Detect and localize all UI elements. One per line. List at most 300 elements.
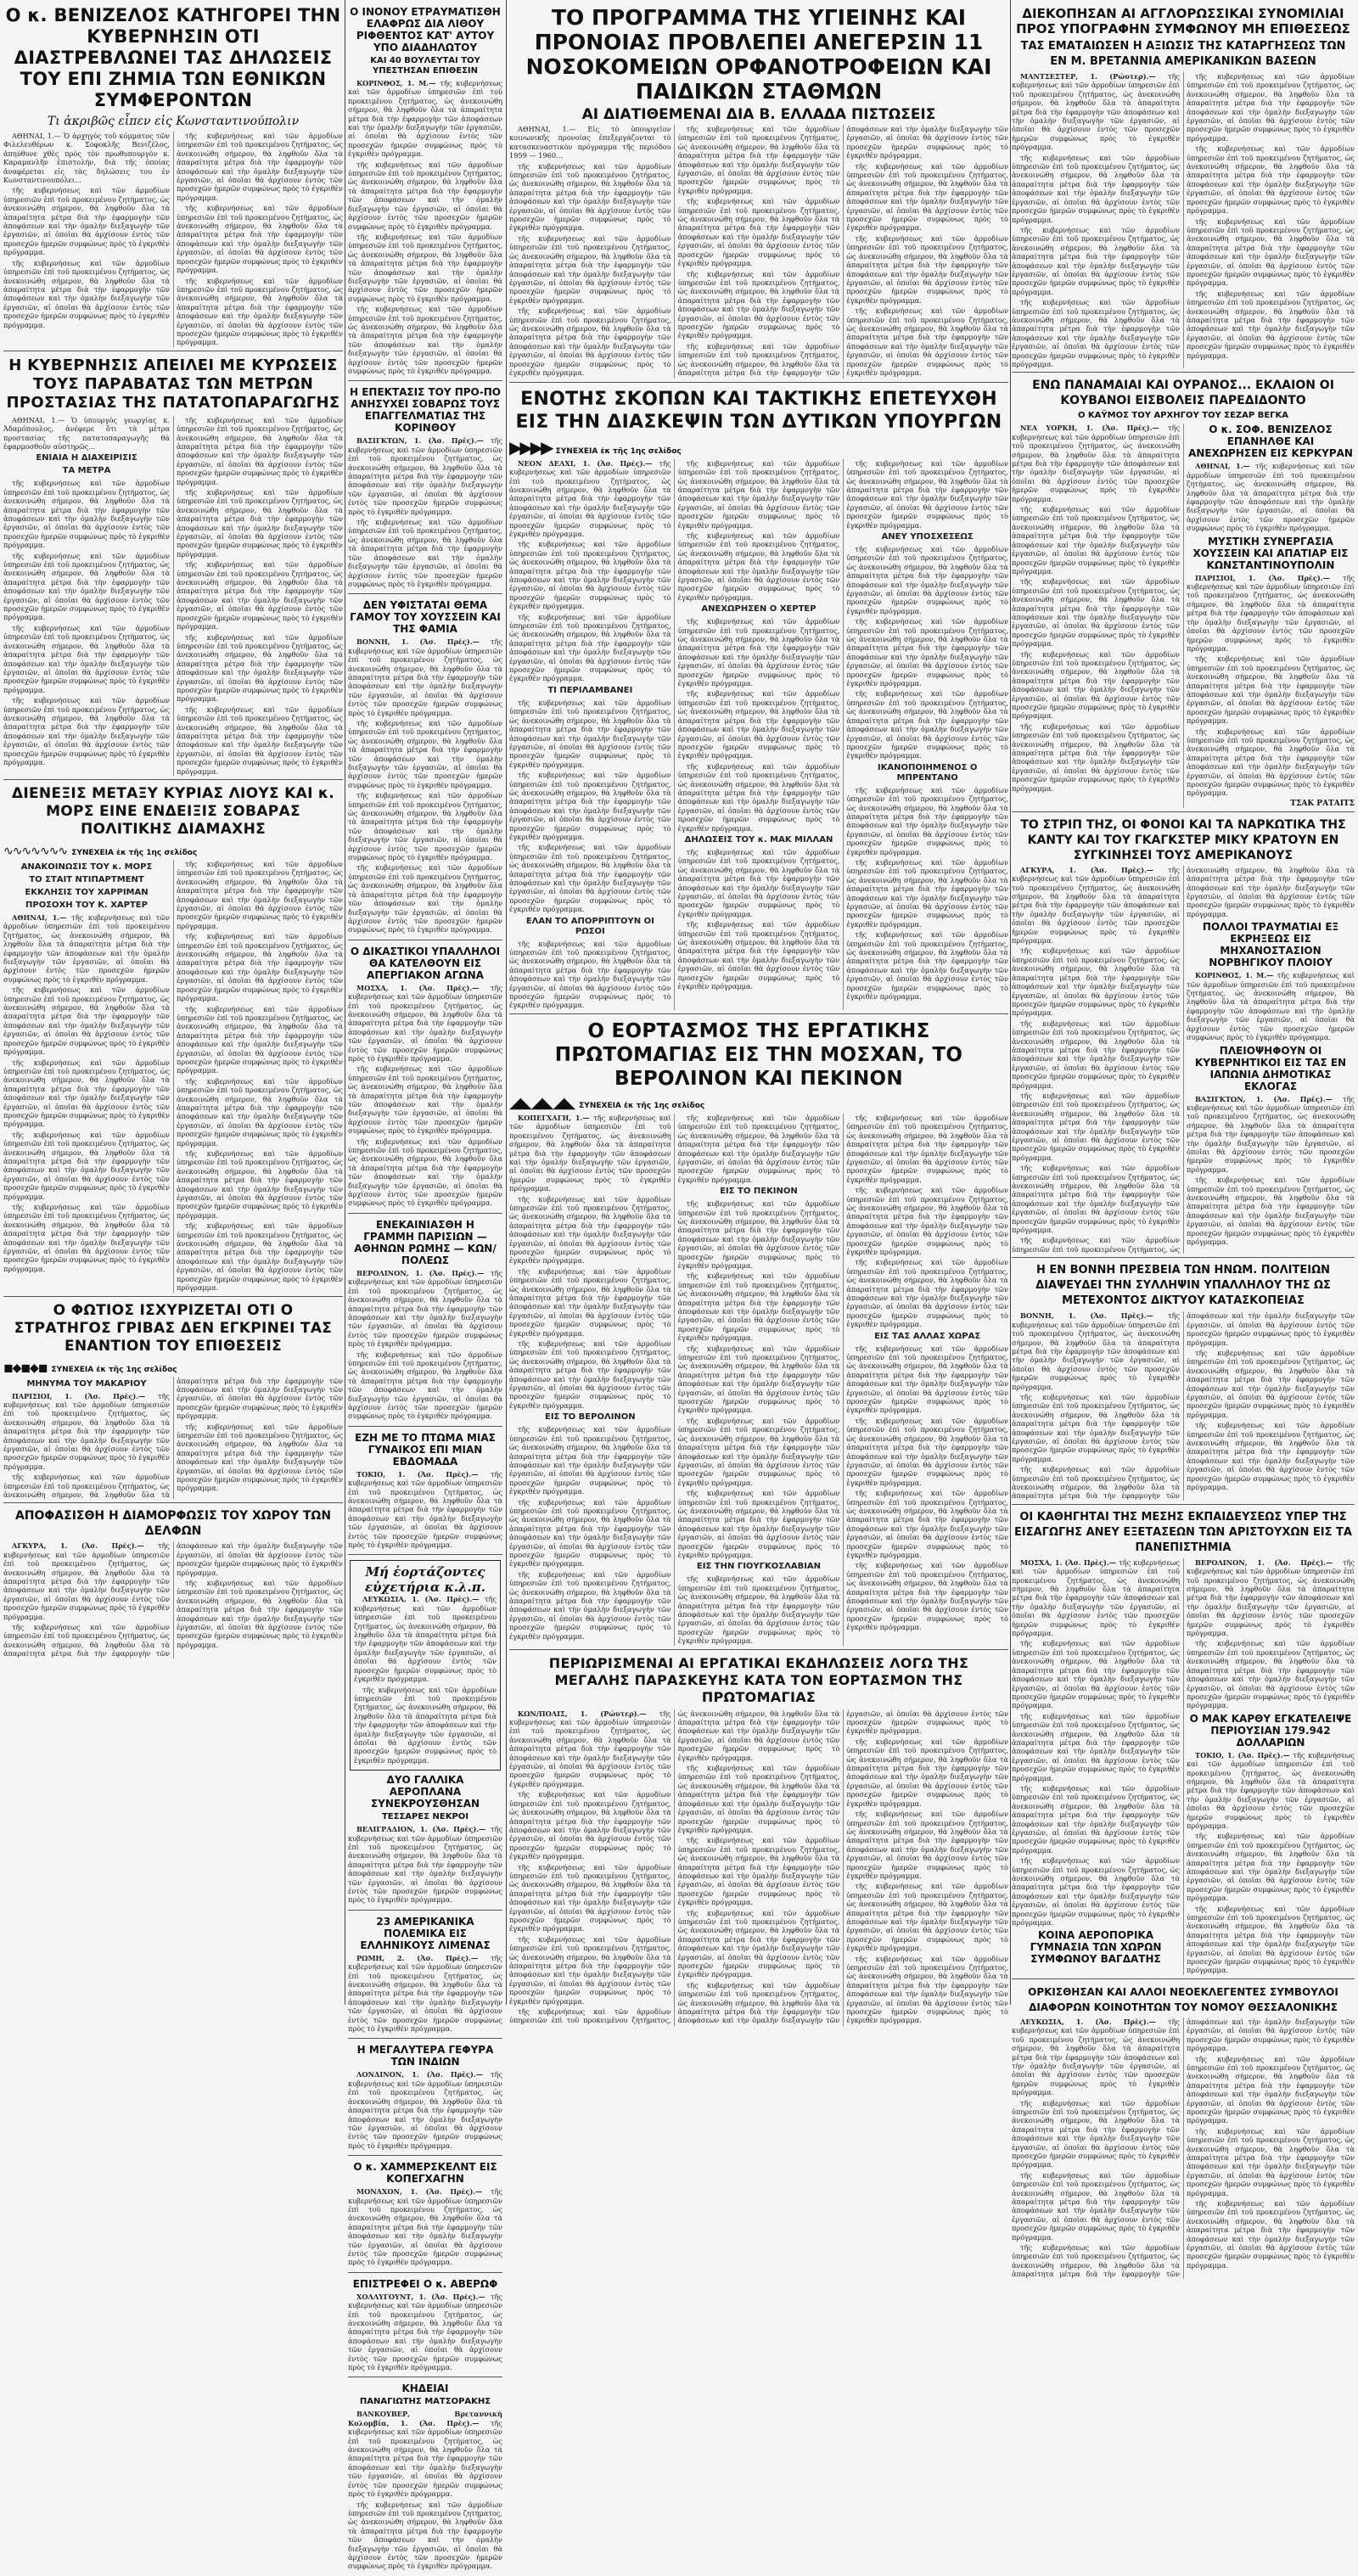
column-rule <box>506 0 507 2005</box>
body-paragraph <box>846 459 1008 530</box>
subhead: ΑΝΕΥ ΥΠΟΣΧΕΣΕΩΣ <box>881 531 974 542</box>
kicker: Τι ἀκριβῶς εἶπεν εἰς Κωνσταντινούπολιν <box>47 115 300 128</box>
body-paragraph <box>846 545 1008 615</box>
dateline: ΒΑΝΚΟΥΒΕΡ, Βρεταννικὴ Κολομβία, 1. (Ἀσ. Πρὲς).— <box>348 2410 502 2427</box>
subhead: ΤΕΣΣΑΡΕΣ ΝΕΚΡΟΙ <box>381 1812 469 1822</box>
subhead: ΤΑΣ ΕΜΑΤΑΙΩΣΕΝ Η ΑΞΙΩΣΙΣ ΤΗΣ ΚΑΤΑΡΓΗΣΕΩΣ ΤΩΝ ΕΝ Μ. ΒΡΕΤΑΝΝΙΑ ΑΜΕΡΙΚΑΝΙΚΩΝ ΒΑΣΕΩΝ <box>1020 40 1346 68</box>
article-anglo-russian <box>1012 6 1355 373</box>
paragraph-text: τῆς κυβερνήσεως καὶ τῶν ἁρμοδίων ὑπηρεσιῶν ἐπὶ τοῦ προκειμένου ζητήματος, ὡς ἀνεκοινώθη σήμερον, θὰ ληφθοῦν ὅλα τὰ ἀπαραίτητα μέτρα διὰ τὴν ἐφαρμογὴν τῶν ἀποφάσεων καὶ τὴν ὁμαλὴν διεξαγωγὴν τῶν ἐργασιῶν, αἱ ὁποῖαι θὰ ἀρχίσουν ἐντὸς τῶν προσεχῶν ἡμερῶν συμφώνως πρὸς τὸ ἐγκριθὲν πρόγραμμα. <box>509 939 671 1010</box>
paragraph-text: τῆς κυβερνήσεως καὶ τῶν ἁρμοδίων ὑπηρεσιῶν ἐπὶ τοῦ προκειμένου ζητήματος, ὡς ἀνεκοινώθη σήμερον, θὰ ληφθοῦν ὅλα τὰ ἀπαραίτητα μέτρα διὰ τὴν ἐφαρμογὴν τῶν ἀποφάσεων καὶ τὴν ὁμαλὴν διεξαγωγὴν τῶν ἐργασιῶν, αἱ ὁποῖαι θὰ ἀρχίσουν ἐντὸς τῶν προσεχῶν ἡμερῶν συμφώνως πρὸς τὸ ἐγκριθὲν πρόγραμμα. <box>348 1825 502 1905</box>
body-paragraph <box>3 1541 170 1621</box>
article-mayday <box>509 1019 1008 1650</box>
paragraph-text: τῆς κυβερνήσεως καὶ τῶν ἁρμοδίων ὑπηρεσιῶν ἐπὶ τοῦ προκειμένου ζητήματος, ὡς ἀνεκοινώθη σήμερον, θὰ ληφθοῦν ὅλα τὰ ἀπαραίτητα μέτρα διὰ τὴν ἐφαρμογὴν τῶν ἀποφάσεων καὶ τὴν ὁμαλὴν διεξαγωγὴν τῶν ἐργασιῶν, αἱ ὁποῖαι θὰ ἀρχίσουν ἐντὸς τῶν προσεχῶν ἡμερῶν συμφώνως πρὸς τὸ ἐγκριθὲν πρόγραμμα. <box>1187 727 1355 798</box>
paragraph-text: τῆς κυβερνήσεως καὶ τῶν ἁρμοδίων ὑπηρεσιῶν ἐπὶ τοῦ προκειμένου ζητήματος, ὡς ἀνεκοινώθη σήμερον, θὰ ληφθοῦν ὅλα τὰ ἀπαραίτητα μέτρα διὰ τὴν ἐφαρμογὴν τῶν ἀποφάσεων καὶ τὴν ὁμαλὴν διεξαγωγὴν τῶν ἐργασιῶν, αἱ ὁποῖαι θὰ ἀρχίσουν ἐντὸς τῶν προσεχῶν ἡμερῶν συμφώνως πρὸς τὸ ἐγκριθὲν πρόγραμμα. <box>846 306 1008 377</box>
body-paragraph <box>509 1267 671 1338</box>
paragraph-text: τῆς κυβερνήσεως καὶ τῶν ἁρμοδίων ὑπηρεσιῶν ἐπὶ τοῦ προκειμένου ζητήματος, ὡς ἀνεκοινώθη σήμερον, θὰ ληφθοῦν ὅλα τὰ ἀπαραίτητα μέτρα διὰ τὴν ἐφαρμογὴν τῶν ἀποφάσεων καὶ τὴν ὁμαλὴν διεξαγωγὴν τῶν ἐργασιῶν, αἱ ὁποῖαι θὰ ἀρχίσουν ἐντὸς τῶν προσεχῶν ἡμερῶν συμφώνως πρὸς τὸ ἐγκριθὲν πρόγραμμα. <box>348 1469 502 1550</box>
dateline: ΑΓΚΥΡΑ, 1. (Ἀσ. Πρὲς).— <box>1020 865 1168 874</box>
paragraph-text: τῆς κυβερνήσεως καὶ τῶν ἁρμοδίων ὑπηρεσιῶν ἐπὶ τοῦ προκειμένου ζητήματος, ὡς ἀνεκοινώθη σήμερον, θὰ ληφθοῦν ὅλα τὰ ἀπαραίτητα μέτρα διὰ τὴν ἐφαρμογὴν τῶν ἀποφάσεων καὶ τὴν ὁμαλὴν διεξαγωγὴν τῶν ἐργασιῶν, αἱ ὁποῖαι θὰ ἀρχίσουν ἐντὸς τῶν προσεχῶν ἡμερῶν συμφώνως πρὸς τὸ ἐγκριθὲν πρόγραμμα. <box>1187 573 1355 653</box>
paragraph-text: τῆς κυβερνήσεως καὶ τῶν ἁρμοδίων ὑπηρεσιῶν ἐπὶ τοῦ προκειμένου ζητήματος, ὡς ἀνεκοινώθη σήμερον, θὰ ληφθοῦν ὅλα τὰ ἀπαραίτητα μέτρα διὰ τὴν ἐφαρμογὴν τῶν ἀποφάσεων καὶ τὴν ὁμαλὴν διεξαγωγὴν τῶν ἐργασιῶν, αἱ ὁποῖαι θὰ ἀρχίσουν ἐντὸς τῶν προσεχῶν ἡμερῶν συμφώνως πρὸς τὸ ἐγκριθὲν πρόγραμμα. <box>677 1908 840 1979</box>
article-fotios-grivas <box>3 1302 343 1504</box>
paragraph-text: τῆς κυβερνήσεως καὶ τῶν ἁρμοδίων ὑπηρεσιῶν ἐπὶ τοῦ προκειμένου ζητήματος, ὡς ἀνεκοινώθη σήμερον, θὰ ληφθοῦν ὅλα τὰ ἀπαραίτητα μέτρα διὰ τὴν ἐφαρμογὴν τῶν ἀποφάσεων καὶ τὴν ὁμαλὴν διεξαγωγὴν τῶν ἐργασιῶν, αἱ ὁποῖαι θὰ ἀρχίσουν ἐντὸς τῶν προσεχῶν ἡμερῶν συμφώνως πρὸς τὸ ἐγκριθὲν πρόγραμμα. <box>677 1709 1008 2025</box>
zigzag-ornament-icon: ◢◣◢◣◢◣ <box>509 1093 575 1112</box>
paragraph-text: τῆς κυβερνήσεως καὶ τῶν ἁρμοδίων ὑπηρεσιῶν ἐπὶ τοῦ προκειμένου ζητήματος, ὡς ἀνεκοινώθη σήμερον, θὰ ληφθοῦν ὅλα τὰ ἀπαραίτητα μέτρα διὰ τὴν ἐφαρμογὴν τῶν ἀποφάσεων καὶ τὴν ὁμαλὴν διεξαγωγὴν τῶν ἐργασιῶν, αἱ ὁποῖαι θὰ ἀρχίσουν ἐντὸς τῶν προσεχῶν ἡμερῶν συμφώνως πρὸς τὸ ἐγκριθὲν πρόγραμμα. <box>1187 654 1355 726</box>
body-paragraph <box>1012 1164 1180 1234</box>
body-paragraph <box>1187 971 1355 1041</box>
headline: Ο ΔΙΚΑΣΤΙΚΟΙ ΥΠΑΛΛΗΛΟΙ ΘΑ ΚΑΤΕΛΘΟΥΝ ΕΙΣ ΑΠΕΡΓΙΑΚΟΝ ΑΓΩΝΑ <box>350 945 501 981</box>
article-body <box>1187 1095 1355 1247</box>
body-paragraph <box>678 270 840 340</box>
ornament-icon: ◼◆◼◆◼ <box>3 1361 48 1375</box>
paragraph-text: τῆς κυβερνήσεως καὶ τῶν ἁρμοδίων ὑπηρεσιῶν ἐπὶ τοῦ προκειμένου ζητήματος, ὡς ἀνεκοινώθη σήμερον, θὰ ληφθοῦν ὅλα τὰ ἀπαραίτητα μέτρα διὰ τὴν ἐφαρμογὴν τῶν ἀποφάσεων καὶ τὴν ὁμαλὴν διεξαγωγὴν τῶν ἐργασιῶν, αἱ ὁποῖαι θὰ ἀρχίσουν ἐντὸς τῶν προσεχῶν ἡμερῶν συμφώνως πρὸς τὸ ἐγκριθὲν πρόγραμμα. <box>1187 1348 1355 1419</box>
article-bonn-embassy <box>1012 1263 1355 1505</box>
lead-paragraph: ΑΘΗΝΑΙ, 1.— Εἰς τὸ ὑπουργεῖον κοινωνικῆς προνοίας ἐπεξεργάζονται τὸ κατασκευαστικὸν πρόγραμμα τῆς περιόδου 1959 — 1960... <box>509 125 671 160</box>
paragraph-text: τῆς κυβερνήσεως καὶ τῶν ἁρμοδίων ὑπηρεσιῶν ἐπὶ τοῦ προκειμένου ζητήματος, ὡς ἀνεκοινώθη σήμερον, θὰ ληφθοῦν ὅλα τὰ ἀπαραίτητα μέτρα διὰ τὴν ἐφαρμογὴν τῶν ἀποφάσεων καὶ τὴν ὁμαλὴν διεξαγωγὴν τῶν ἐργασιῶν, αἱ ὁποῖαι θὰ ἀρχίσουν ἐντὸς τῶν προσεχῶν ἡμερῶν συμφώνως πρὸς τὸ ἐγκριθὲν πρόγραμμα. <box>348 983 502 1063</box>
paragraph-text: τῆς κυβερνήσεως καὶ τῶν ἁρμοδίων ὑπηρεσιῶν ἐπὶ τοῦ προκειμένου ζητήματος, ὡς ἀνεκοινώθη σήμερον, θὰ ληφθοῦν ὅλα τὰ ἀπαραίτητα μέτρα διὰ τὴν ἐφαρμογὴν τῶν ἀποφάσεων καὶ τὴν ὁμαλὴν διεξαγωγὴν τῶν ἐργασιῶν, αἱ ὁποῖαι θὰ ἀρχίσουν ἐντὸς τῶν προσεχῶν ἡμερῶν συμφώνως πρὸς τὸ ἐγκριθὲν πρόγραμμα. <box>1012 1639 1180 1710</box>
paragraph-text: τῆς κυβερνήσεως καὶ τῶν ἁρμοδίων ὑπηρεσιῶν ἐπὶ τοῦ προκειμένου ζητήματος, ὡς ἀνεκοινώθη σήμερον, θὰ ληφθοῦν ὅλα τὰ ἀπαραίτητα μέτρα διὰ τὴν ἐφαρμογὴν τῶν ἀποφάσεων καὶ τὴν ὁμαλὴν διεξαγωγὴν τῶν ἐργασιῶν, αἱ ὁποῖαι θὰ ἀρχίσουν ἐντὸς τῶν προσεχῶν ἡμερῶν συμφώνως πρὸς τὸ ἐγκριθὲν πρόγραμμα. <box>177 860 343 930</box>
subhead: ΕΙΣ ΤΟ ΠΕΚΙΝΟΝ <box>720 1187 798 1197</box>
body-paragraph <box>1187 727 1355 798</box>
body-paragraph <box>1012 2018 1180 2097</box>
paragraph-text: τῆς κυβερνήσεως καὶ τῶν ἁρμοδίων ὑπηρεσιῶν ἐπὶ τοῦ προκειμένου ζητήματος, ὡς ἀνεκοινώθη σήμερον, θὰ ληφθοῦν ὅλα τὰ ἀπαραίτητα μέτρα διὰ τὴν ἐφαρμογὴν τῶν ἀποφάσεων καὶ τὴν ὁμαλὴν διεξαγωγὴν τῶν ἐργασιῶν, αἱ ὁποῖαι θὰ ἀρχίσουν ἐντὸς τῶν προσεχῶν ἡμερῶν συμφώνως πρὸς τὸ ἐγκριθὲν πρόγραμμα. <box>846 1113 1008 1184</box>
subhead: ΔΗΛΩΣΕΙΣ ΤΟΥ κ. ΜΑΚ ΜΙΛΛΑΝ <box>684 834 833 845</box>
body-paragraph <box>1012 1311 1180 1391</box>
body-paragraph <box>509 1425 671 1496</box>
body-paragraph <box>678 125 840 195</box>
body-paragraph <box>1012 1092 1180 1162</box>
paragraph-text: τῆς κυβερνήσεως καὶ τῶν ἁρμοδίων ὑπηρεσιῶν ἐπὶ τοῦ προκειμένου ζητήματος, ὡς ἀνεκοινώθη σήμερον, θὰ ληφθοῦν ὅλα τὰ ἀπαραίτητα μέτρα διὰ τὴν ἐφαρμογὴν τῶν ἀποφάσεων καὶ τὴν ὁμαλὴν διεξαγωγὴν τῶν ἐργασιῶν, αἱ ὁποῖαι θὰ ἀρχίσουν ἐντὸς τῶν προσεχῶν ἡμερῶν συμφώνως πρὸς τὸ ἐγκριθὲν πρόγραμμα. <box>1012 1311 1355 1501</box>
paragraph-text: τῆς κυβερνήσεως καὶ τῶν ἁρμοδίων ὑπηρεσιῶν ἐπὶ τοῦ προκειμένου ζητήματος, ὡς ἀνεκοινώθη σήμερον, θὰ ληφθοῦν ὅλα τὰ ἀπαραίτητα μέτρα διὰ τὴν ἐφαρμογὴν τῶν ἀποφάσεων καὶ τὴν ὁμαλὴν διεξαγωγὴν τῶν ἐργασιῶν, αἱ ὁποῖαι θὰ ἀρχίσουν ἐντὸς τῶν προσεχῶν ἡμερῶν συμφώνως πρὸς τὸ ἐγκριθὲν πρόγραμμα. <box>1012 1392 1180 1463</box>
body-paragraph <box>678 689 840 760</box>
body-paragraph <box>348 305 502 375</box>
body-paragraph <box>846 1114 1008 1184</box>
dateline: ΚΟΡΙΝΘΟΣ, 1. Μ.— <box>356 79 441 87</box>
body-paragraph <box>509 1935 671 2006</box>
dateline: ΠΑΡΙΣΙΟΙ, 1. (Ἀσ. Πρὲς).— <box>12 1391 158 1400</box>
body-paragraph <box>1012 72 1180 152</box>
body-paragraph <box>348 637 502 717</box>
article-body <box>509 1114 1008 1646</box>
headline: ΠΟΛΛΟΙ ΤΡΑΥΜΑΤΙΑΙ ΕΞ ΕΚΡΗΞΕΩΣ ΕΙΣ ΜΗΧΑΝΟΣΤΑΣΙΟΝ ΝΟΡΒΗΓΙΚΟΥ ΠΛΟΙΟΥ <box>1202 921 1339 969</box>
body-paragraph <box>348 1269 502 1349</box>
headline: ΔΙΕΝΕΞΙΣ ΜΕΤΑΞΥ ΚΥΡΙΑΣ ΛΙΟΥΣ ΚΑΙ κ. ΜΟΡΣ ΕΙΝΕ ΕΝΔΕΙΞΙΣ ΣΟΒΑΡΑΣ ΠΟΛΙΤΙΚΗΣ ΔΙΑΜΑΧΗΣ <box>11 785 335 838</box>
paragraph-text: τῆς κυβερνήσεως καὶ τῶν ἁρμοδίων ὑπηρεσιῶν ἐπὶ τοῦ προκειμένου ζητήματος, ὡς ἀνεκοινώθη σήμερον, θὰ ληφθοῦν ὅλα τὰ ἀπαραίτητα μέτρα διὰ τὴν ἐφαρμογὴν τῶν ἀποφάσεων καὶ τὴν ὁμαλὴν διεξαγωγὴν τῶν ἐργασιῶν, αἱ ὁποῖαι θὰ ἀρχίσουν ἐντὸς τῶν προσεχῶν ἡμερῶν συμφώνως πρὸς τὸ ἐγκριθὲν πρόγραμμα. <box>1187 1176 1355 1246</box>
body-paragraph <box>348 1825 502 1905</box>
paragraph-text: τῆς κυβερνήσεως καὶ τῶν ἁρμοδίων ὑπηρεσιῶν ἐπὶ τοῦ προκειμένου ζητήματος, ὡς ἀνεκοινώθη σήμερον, θὰ ληφθοῦν ὅλα τὰ ἀπαραίτητα μέτρα διὰ τὴν ἐφαρμογὴν τῶν ἀποφάσεων καὶ τὴν ὁμαλὴν διεξαγωγὴν τῶν ἐργασιῶν, αἱ ὁποῖαι θὰ ἀρχίσουν ἐντὸς τῶν προσεχῶν ἡμερῶν συμφώνως πρὸς τὸ ἐγκριθὲν πρόγραμμα. <box>1187 2054 1355 2125</box>
paragraph-text: τῆς κυβερνήσεως καὶ τῶν ἁρμοδίων ὑπηρεσιῶν ἐπὶ τοῦ προκειμένου ζητήματος, ὡς ἀνεκοινώθη σήμερον, θὰ ληφθοῦν ὅλα τὰ ἀπαραίτητα μέτρα διὰ τὴν ἐφαρμογὴν τῶν ἀποφάσεων καὶ τὴν ὁμαλὴν διεξαγωγὴν τῶν ἐργασιῶν, αἱ ὁποῖαι θὰ ἀρχίσουν ἐντὸς τῶν προσεχῶν ἡμερῶν συμφώνως πρὸς τὸ ἐγκριθὲν πρόγραμμα. <box>1187 1639 1355 1710</box>
paragraph-text: τῆς κυβερνήσεως καὶ τῶν ἁρμοδίων ὑπηρεσιῶν ἐπὶ τοῦ προκειμένου ζητήματος, ὡς ἀνεκοινώθη σήμερον, θὰ ληφθοῦν ὅλα τὰ ἀπαραίτητα μέτρα διὰ τὴν ἐφαρμογὴν τῶν ἀποφάσεων καὶ τὴν ὁμαλὴν διεξαγωγὴν τῶν ἐργασιῶν, αἱ ὁποῖαι θὰ ἀρχίσουν ἐντὸς τῶν προσεχῶν ἡμερῶν συμφώνως πρὸς τὸ ἐγκριθὲν πρόγραμμα. <box>846 1561 1008 1632</box>
body-paragraph <box>348 436 502 516</box>
headline: ΠΛΕΙΟΨΗΦΟΥΝ ΟΙ ΚΥΒΕΡΝΗΤΙΚΟΙ ΕΙΣ ΤΑΣ ΕΝ ΙΑΠΩΝΙΑ ΔΗΜΟΤΙΚΑΣ ΕΚΛΟΓΑΣ <box>1194 1044 1347 1092</box>
notice-title: Μή ἑορτάζοντες εὐχετήρια κ.λ.π. <box>365 1564 485 1596</box>
paragraph-text: τῆς κυβερνήσεως καὶ τῶν ἁρμοδίων ὑπηρεσιῶν ἐπὶ τοῦ προκειμένου ζητήματος, ὡς ἀνεκοινώθη σήμερον, θὰ ληφθοῦν ὅλα τὰ ἀπαραίτητα μέτρα διὰ τὴν ἐφαρμογὴν τῶν ἀποφάσεων καὶ τὴν ὁμαλὴν διεξαγωγὴν τῶν ἐργασιῶν, αἱ ὁποῖαι θὰ ἀρχίσουν ἐντὸς τῶν προσεχῶν ἡμερῶν συμφώνως πρὸς τὸ ἐγκριθὲν πρόγραμμα. <box>177 488 343 558</box>
paragraph-text: τῆς κυβερνήσεως καὶ τῶν ἁρμοδίων ὑπηρεσιῶν ἐπὶ τοῦ προκειμένου ζητήματος, ὡς ἀνεκοινώθη σήμερον, θὰ ληφθοῦν ὅλα τὰ ἀπαραίτητα μέτρα διὰ τὴν ἐφαρμογὴν τῶν ἀποφάσεων καὶ τὴν ὁμαλὴν διεξαγωγὴν τῶν ἐργασιῶν, αἱ ὁποῖαι θὰ ἀρχίσουν ἐντὸς τῶν προσεχῶν ἡμερῶν συμφώνως πρὸς τὸ ἐγκριθὲν πρόγραμμα. <box>846 1186 1008 1256</box>
body-paragraph <box>846 234 1008 305</box>
dateline: ΒΟΝΝΗ, 1. (Ἀσ. Πρὲς).— <box>1020 1311 1168 1321</box>
subhead: ΕΙΣ ΤΗΝ ΓΙΟΥΓΚΟΣΛΑΒΙΑΝ <box>696 1562 822 1572</box>
headline: ΔΕΝ ΥΦΙΣΤΑΤΑΙ ΘΕΜΑ ΓΑΜΟΥ ΤΟΥ ΧΟΥΣΣΕΙΝ ΚΑΙ ΤΗΣ ΦΑΜΙΑ <box>350 599 501 636</box>
body-paragraph <box>1012 1784 1180 1855</box>
body-paragraph <box>678 1344 840 1415</box>
paragraph-text: τῆς κυβερνήσεως καὶ τῶν ἁρμοδίων ὑπηρεσιῶν ἐπὶ τοῦ προκειμένου ζητήματος, ὡς ἀνεκοινώθη σήμερον, θὰ ληφθοῦν ὅλα τὰ ἀπαραίτητα μέτρα διὰ τὴν ἐφαρμογὴν τῶν ἀποφάσεων καὶ τὴν ὁμαλὴν διεξαγωγὴν τῶν ἐργασιῶν, αἱ ὁποῖαι θὰ ἀρχίσουν ἐντὸς τῶν προσεχῶν ἡμερῶν συμφώνως πρὸς τὸ ἐγκριθὲν πρόγραμμα. <box>1012 721 1180 793</box>
article-inonu <box>348 6 502 381</box>
subhead: Ο ΚΑΫΜΟΣ ΤΟΥ ΑΡΧΗΓΟΥ ΤΟΥ ΣΕΖΑΡ ΒΕΓΚΑ <box>1077 411 1289 421</box>
headline: ΑΠΟΦΑΣΙΣΘΗ Η ΔΙΑΜΟΡΦΩΣΙΣ ΤΟΥ ΧΩΡΟΥ ΤΩΝ ΔΕΛΦΩΝ <box>14 1509 332 1539</box>
article-body <box>348 79 502 375</box>
banner-headline: ΤΟ ΠΡΟΓΡΑΜΜΑ ΤΗΣ ΥΓΙΕΙΝΗΣ ΚΑΙ ΠΡΟΝΟΙΑΣ ΠΡΟΒΛΕΠΕΙ ΑΝΕΓΕΡΣΙΝ 11 ΝΟΣΟΚΟΜΕΙΩΝ ΟΡΦΑΝΟΤΡΟΦΕΙΩΝ ΚΑΙ ΠΑΙΔΙΚΩΝ ΣΤΑΘΜΩΝ <box>525 5 992 104</box>
paragraph-text: τῆς κυβερνήσεως καὶ τῶν ἁρμοδίων ὑπηρεσιῶν ἐπὶ τοῦ προκειμένου ζητήματος, ὡς ἀνεκοινώθη σήμερον, θὰ ληφθοῦν ὅλα τὰ ἀπαραίτητα μέτρα διὰ τὴν ἐφαρμογὴν τῶν ἀποφάσεων καὶ τὴν ὁμαλὴν διεξαγωγὴν τῶν ἐργασιῶν, αἱ ὁποῖαι θὰ ἀρχίσουν ἐντὸς τῶν προσεχῶν ἡμερῶν συμφώνως πρὸς τὸ ἐγκριθὲν πρόγραμμα. <box>354 1685 497 1765</box>
paragraph-text: τῆς κυβερνήσεως καὶ τῶν ἁρμοδίων ὑπηρεσιῶν ἐπὶ τοῦ προκειμένου ζητήματος, ὡς ἀνεκοινώθη σήμερον, θὰ ληφθοῦν ὅλα τὰ ἀπαραίτητα μέτρα διὰ τὴν ἐφαρμογὴν τῶν ἀποφάσεων καὶ τὴν ὁμαλὴν διεξαγωγὴν τῶν ἐργασιῶν, αἱ ὁποῖαι θὰ ἀρχίσουν ἐντὸς τῶν προσεχῶν ἡμερῶν συμφώνως πρὸς τὸ ἐγκριθὲν πρόγραμμα. <box>3 1203 170 1273</box>
paragraph-text: τῆς κυβερνήσεως καὶ τῶν ἁρμοδίων ὑπηρεσιῶν ἐπὶ τοῦ προκειμένου ζητήματος, ὡς ἀνεκοινώθη σήμερον, θὰ ληφθοῦν ὅλα τὰ ἀπαραίτητα μέτρα διὰ τὴν ἐφαρμογὴν τῶν ἀποφάσεων καὶ τὴν ὁμαλὴν διεξαγωγὴν τῶν ἐργασιῶν, αἱ ὁποῖαι θὰ ἀρχίσουν ἐντὸς τῶν προσεχῶν ἡμερῶν συμφώνως πρὸς τὸ ἐγκριθὲν πρόγραμμα. <box>677 269 840 340</box>
continuation-label: ΣΥΝΕΧΕΙΑ ἐκ τῆς 1ης σελίδος <box>579 1101 705 1110</box>
article-body <box>509 1709 1008 2026</box>
article-health-program <box>509 5 1008 383</box>
paragraph-text: τῆς κυβερνήσεως καὶ τῶν ἁρμοδίων ὑπηρεσιῶν ἐπὶ τοῦ προκειμένου ζητήματος, ὡς ἀνεκοινώθη σήμερον, θὰ ληφθοῦν ὅλα τὰ ἀπαραίτητα μέτρα διὰ τὴν ἐφαρμογὴν τῶν ἀποφάσεων καὶ τὴν ὁμαλὴν διεξαγωγὴν τῶν ἐργασιῶν, αἱ ὁποῖαι θὰ ἀρχίσουν ἐντὸς τῶν προσεχῶν ἡμερῶν συμφώνως πρὸς τὸ ἐγκριθὲν πρόγραμμα. <box>846 1416 1008 1487</box>
paragraph-text: τῆς κυβερνήσεως καὶ τῶν ἁρμοδίων ὑπηρεσιῶν ἐπὶ τοῦ προκειμένου ζητήματος, ὡς ἀνεκοινώθη σήμερον, θὰ ληφθοῦν ὅλα τὰ ἀπαραίτητα μέτρα διὰ τὴν ἐφαρμογὴν τῶν ἀποφάσεων καὶ τὴν ὁμαλὴν διεξαγωγὴν τῶν ἐργασιῶν, αἱ ὁποῖαι θὰ ἀρχίσουν ἐντὸς τῶν προσεχῶν ἡμερῶν συμφώνως πρὸς τὸ ἐγκριθὲν πρόγραμμα. <box>509 1934 671 2006</box>
body-paragraph <box>3 259 170 329</box>
article-body <box>1012 1311 1355 1501</box>
body-paragraph <box>509 1339 671 1410</box>
paragraph-text: τῆς κυβερνήσεως καὶ τῶν ἁρμοδίων ὑπηρεσιῶν ἐπὶ τοῦ προκειμένου ζητήματος, ὡς ἀνεκοινώθη σήμερον, θὰ ληφθοῦν ὅλα τὰ ἀπαραίτητα μέτρα διὰ τὴν ἐφαρμογὴν τῶν ἀποφάσεων καὶ τὴν ὁμαλὴν διεξαγωγὴν τῶν ἐργασιῶν, αἱ ὁποῖαι θὰ ἀρχίσουν ἐντὸς τῶν προσεχῶν ἡμερῶν συμφώνως πρὸς τὸ ἐγκριθὲν πρόγραμμα. <box>1012 1711 1180 1782</box>
body-paragraph <box>1187 2127 1355 2197</box>
paragraph-text: τῆς κυβερνήσεως καὶ τῶν ἁρμοδίων ὑπηρεσιῶν ἐπὶ τοῦ προκειμένου ζητήματος, ὡς ἀνεκοινώθη σήμερον, θὰ ληφθοῦν ὅλα τὰ ἀπαραίτητα μέτρα διὰ τὴν ἐφαρμογὴν τῶν ἀποφάσεων καὶ τὴν ὁμαλὴν διεξαγωγὴν τῶν ἐργασιῶν, αἱ ὁποῖαι θὰ ἀρχίσουν ἐντὸς τῶν προσεχῶν ἡμερῶν συμφώνως πρὸς τὸ ἐγκριθὲν πρόγραμμα. <box>677 1199 840 1270</box>
two-column-block <box>1012 1558 1355 1975</box>
body-paragraph <box>1187 2055 1355 2125</box>
body-paragraph <box>348 791 502 861</box>
paragraph-text: τῆς κυβερνήσεως καὶ τῶν ἁρμοδίων ὑπηρεσιῶν ἐπὶ τοῦ προκειμένου ζητήματος, ὡς ἀνεκοινώθη σήμερον, θὰ ληφθοῦν ὅλα τὰ ἀπαραίτητα μέτρα διὰ τὴν ἐφαρμογὴν τῶν ἀποφάσεων καὶ τὴν ὁμαλὴν διεξαγωγὴν τῶν ἐργασιῶν, αἱ ὁποῖαι θὰ ἀρχίσουν ἐντὸς τῶν προσεχῶν ἡμερῶν συμφώνως πρὸς τὸ ἐγκριθὲν πρόγραμμα. <box>509 1266 671 1338</box>
dateline: ΑΘΗΝΑΙ, 1.— <box>1195 462 1256 471</box>
headline: Ο κ. ΧΑΜΜΕΡΣΚΕΛΝΤ ΕΙΣ ΚΟΠΕΓΧΑΓΗΝ <box>353 2161 497 2186</box>
paragraph-text: τῆς κυβερνήσεως καὶ τῶν ἁρμοδίων ὑπηρεσιῶν ἐπὶ τοῦ προκειμένου ζητήματος, ὡς ἀνεκοινώθη σήμερον, θὰ ληφθοῦν ὅλα τὰ ἀπαραίτητα μέτρα διὰ τὴν ἐφαρμογὴν τῶν ἀποφάσεων καὶ τὴν ὁμαλὴν διεξαγωγὴν τῶν ἐργασιῶν, αἱ ὁποῖαι θὰ ἀρχίσουν ἐντὸς τῶν προσεχῶν ἡμερῶν συμφώνως πρὸς τὸ ἐγκριθὲν πρόγραμμα. <box>348 637 502 717</box>
article-body <box>348 637 502 934</box>
article-cuba <box>1012 378 1355 811</box>
headline: ΕΖΗ ΜΕ ΤΟ ΠΤΩΜΑ ΜΙΑΣ ΓΥΝΑΙΚΟΣ ΕΠΙ ΜΙΑΝ ΕΒΔΟΜΑΔΑ <box>355 1431 496 1468</box>
body-paragraph <box>678 1836 840 1906</box>
paragraph-text: τῆς κυβερνήσεως καὶ τῶν ἁρμοδίων ὑπηρεσιῶν ἐπὶ τοῦ προκειμένου ζητήματος, ὡς ἀνεκοινώθη σήμερον, θὰ ληφθοῦν ὅλα τὰ ἀπαραίτητα μέτρα διὰ τὴν ἐφαρμογὴν τῶν ἀποφάσεων καὶ τὴν ὁμαλὴν διεξαγωγὴν τῶν ἐργασιῶν, αἱ ὁποῖαι θὰ ἀρχίσουν ἐντὸς τῶν προσεχῶν ἡμερῶν συμφώνως πρὸς τὸ ἐγκριθὲν πρόγραμμα. <box>354 1595 497 1684</box>
body-paragraph <box>1012 946 1180 1017</box>
paragraph-text: τῆς κυβερνήσεως καὶ τῶν ἁρμοδίων ὑπηρεσιῶν ἐπὶ τοῦ προκειμένου ζητήματος, ὡς ἀνεκοινώθη σήμερον, θὰ ληφθοῦν ὅλα τὰ ἀπαραίτητα μέτρα διὰ τὴν ἐφαρμογὴν τῶν ἀποφάσεων καὶ τὴν ὁμαλὴν διεξαγωγὴν τῶν ἐργασιῶν, αἱ ὁποῖαι θὰ ἀρχίσουν ἐντὸς τῶν προσεχῶν ἡμερῶν συμφώνως πρὸς τὸ ἐγκριθὲν πρόγραμμα. <box>1012 1783 1180 1855</box>
paragraph-text: τῆς κυβερνήσεως καὶ τῶν ἁρμοδίων ὑπηρεσιῶν ἐπὶ τοῦ προκειμένου ζητήματος, ὡς ἀνεκοινώθη σήμερον, θὰ ληφθοῦν ὅλα τὰ ἀπαραίτητα μέτρα διὰ τὴν ἐφαρμογὴν τῶν ἀποφάσεων καὶ τὴν ὁμαλὴν διεξαγωγὴν τῶν ἐργασιῶν, αἱ ὁποῖαι θὰ ἀρχίσουν ἐντὸς τῶν προσεχῶν ἡμερῶν συμφώνως πρὸς τὸ ἐγκριθὲν πρόγραμμα. <box>846 1344 1008 1415</box>
notice-body <box>354 1595 497 1765</box>
body-paragraph <box>678 1574 840 1645</box>
article-body <box>1187 1558 1355 1710</box>
body-paragraph <box>1012 505 1180 575</box>
paragraph-text: τῆς κυβερνήσεως καὶ τῶν ἁρμοδίων ὑπηρεσιῶν ἐπὶ τοῦ προκειμένου ζητήματος, ὡς ἀνεκοινώθη σήμερον, θὰ ληφθοῦν ὅλα τὰ ἀπαραίτητα μέτρα διὰ τὴν ἐφαρμογὴν τῶν ἀποφάσεων καὶ τὴν ὁμαλὴν διεξαγωγὴν τῶν ἐργασιῶν, αἱ ὁποῖαι θὰ ἀρχίσουν ἐντὸς τῶν προσεχῶν ἡμερῶν συμφώνως πρὸς τὸ ἐγκριθὲν πρόγραμμα. <box>177 932 343 1003</box>
article-councillors <box>1012 1984 1355 2282</box>
paragraph-text: τῆς κυβερνήσεως καὶ τῶν ἁρμοδίων ὑπηρεσιῶν ἐπὶ τοῦ προκειμένου ζητήματος, ὡς ἀνεκοινώθη σήμερον, θὰ ληφθοῦν ὅλα τὰ ἀπαραίτητα μέτρα διὰ τὴν ἐφαρμογὴν τῶν ἀποφάσεων καὶ τὴν ὁμαλὴν διεξαγωγὴν τῶν ἐργασιῶν, αἱ ὁποῖαι θὰ ἀρχίσουν ἐντὸς τῶν προσεχῶν ἡμερῶν συμφώνως πρὸς τὸ ἐγκριθὲν πρόγραμμα. <box>3 913 170 984</box>
paragraph-text: τῆς κυβερνήσεως καὶ τῶν ἁρμοδίων ὑπηρεσιῶν ἐπὶ τοῦ προκειμένου ζητήματος, ὡς ἀνεκοινώθη σήμερον, θὰ ληφθοῦν ὅλα τὰ ἀπαραίτητα μέτρα διὰ τὴν ἐφαρμογὴν τῶν ἀποφάσεων καὶ τὴν ὁμαλὴν διεξαγωγὴν τῶν ἐργασιῶν, αἱ ὁποῖαι θὰ ἀρχίσουν ἐντὸς τῶν προσεχῶν ἡμερῶν συμφώνως πρὸς τὸ ἐγκριθὲν πρόγραμμα. <box>1012 2017 1180 2097</box>
article-body <box>348 1954 502 2034</box>
paragraph-text: τῆς κυβερνήσεως καὶ τῶν ἁρμοδίων ὑπηρεσιῶν ἐπὶ τοῦ προκειμένου ζητήματος, ὡς ἀνεκοινώθη σήμερον, θὰ ληφθοῦν ὅλα τὰ ἀπαραίτητα μέτρα διὰ τὴν ἐφαρμογὴν τῶν ἀποφάσεων καὶ τὴν ὁμαλὴν διεξαγωγὴν τῶν ἐργασιῶν, αἱ ὁποῖαι θὰ ἀρχίσουν ἐντὸς τῶν προσεχῶν ἡμερῶν συμφώνως πρὸς τὸ ἐγκριθὲν πρόγραμμα. <box>677 1271 840 1343</box>
body-paragraph <box>1187 1905 1355 1975</box>
body-paragraph <box>3 552 170 622</box>
paragraph-text: τῆς κυβερνήσεως καὶ τῶν ἁρμοδίων ὑπηρεσιῶν ἐπὶ τοῦ προκειμένου ζητήματος, ὡς ἀνεκοινώθη σήμερον, θὰ ληφθοῦν ὅλα τὰ ἀπαραίτητα μέτρα διὰ τὴν ἐφαρμογὴν τῶν ἀποφάσεων καὶ τὴν ὁμαλὴν διεξαγωγὴν τῶν ἐργασιῶν, αἱ ὁποῖαι θὰ ἀρχίσουν ἐντὸς τῶν προσεχῶν ἡμερῶν συμφώνως πρὸς τὸ ἐγκριθὲν πρόγραμμα. <box>1012 649 1180 721</box>
paragraph-text: τῆς κυβερνήσεως καὶ τῶν ἁρμοδίων ὑπηρεσιῶν ἐπὶ τοῦ προκειμένου ζητήματος, ὡς ἀνεκοινώθη σήμερον, θὰ ληφθοῦν ὅλα τὰ ἀπαραίτητα μέτρα διὰ τὴν ἐφαρμογὴν τῶν ἀποφάσεων καὶ τὴν ὁμαλὴν διεξαγωγὴν τῶν ἐργασιῶν, αἱ ὁποῖαι θὰ ἀρχίσουν ἐντὸς τῶν προσεχῶν ἡμερῶν συμφώνως πρὸς τὸ ἐγκριθὲν πρόγραμμα. <box>348 1268 502 1349</box>
paragraph-text: τῆς κυβερνήσεως καὶ τῶν ἁρμοδίων ὑπηρεσιῶν ἐπὶ τοῦ προκειμένου ζητήματος, ὡς ἀνεκοινώθη σήμερον, θὰ ληφθοῦν ὅλα τὰ ἀπαραίτητα μέτρα διὰ τὴν ἐφαρμογὴν τῶν ἀποφάσεων καὶ τὴν ὁμαλὴν διεξαγωγὴν τῶν ἐργασιῶν, αἱ ὁποῖαι θὰ ἀρχίσουν ἐντὸς τῶν προσεχῶν ἡμερῶν συμφώνως πρὸς τὸ ἐγκριθὲν πρόγραμμα. <box>177 1579 343 1649</box>
dateline: ΚΟΠΕΓΧΑΓΗ, 1.— <box>518 1113 594 1122</box>
article-western-ministers <box>509 388 1008 1014</box>
body-paragraph <box>678 920 840 991</box>
article-teachers <box>1012 1510 1355 1979</box>
body-paragraph <box>509 1498 671 1569</box>
subhead: ΕΙΣ ΤΟ ΒΕΡΟΛΙΝΟΝ <box>545 1412 636 1423</box>
body-paragraph <box>1012 1856 1180 1927</box>
column-rule <box>1010 0 1011 2005</box>
article-potato <box>3 356 343 780</box>
body-paragraph <box>348 984 502 1064</box>
paragraph-text: τῆς κυβερνήσεως καὶ τῶν ἁρμοδίων ὑπηρεσιῶν ἐπὶ τοῦ προκειμένου ζητήματος, ὡς ἀνεκοινώθη σήμερον, θὰ ληφθοῦν ὅλα τὰ ἀπαραίτητα μέτρα διὰ τὴν ἐφαρμογὴν τῶν ἀποφάσεων καὶ τὴν ὁμαλὴν διεξαγωγὴν τῶν ἐργασιῶν, αἱ ὁποῖαι θὰ ἀρχίσουν ἐντὸς τῶν προσεχῶν ἡμερῶν συμφώνως πρὸς τὸ ἐγκριθὲν πρόγραμμα. <box>1012 2017 1355 2279</box>
headline: Η ΕΝ ΒΟΝΝΗ ΠΡΕΣΒΕΙΑ ΤΩΝ ΗΝΩΜ. ΠΟΛΙΤΕΙΩΝ ΔΙΑΨΕΥΔΕΙ ΤΗΝ ΣΥΛΛΗΨΙΝ ΥΠΑΛΛΗΛΟΥ ΤΗΣ ΩΣ ΜΕΤΕΧΟΝΤΟΣ ΔΙΚΤΥΟΥ ΚΑΤΑΣΚΟΠΕΙΑΣ <box>1035 1264 1331 1308</box>
body-paragraph <box>177 1077 343 1148</box>
article-body <box>348 1269 502 1421</box>
paragraph-text: τῆς κυβερνήσεως καὶ τῶν ἁρμοδίων ὑπηρεσιῶν ἐπὶ τοῦ προκειμένου ζητήματος, ὡς ἀνεκοινώθη σήμερον, θὰ ληφθοῦν ὅλα τὰ ἀπαραίτητα μέτρα διὰ τὴν ἐφαρμογὴν τῶν ἀποφάσεων καὶ τὴν ὁμαλὴν διεξαγωγὴν τῶν ἐργασιῶν, αἱ ὁποῖαι θὰ ἀρχίσουν ἐντὸς τῶν προσεχῶν ἡμερῶν συμφώνως πρὸς τὸ ἐγκριθὲν πρόγραμμα. <box>677 761 840 833</box>
body-paragraph <box>1187 462 1355 532</box>
article-india-bridge <box>348 2044 502 2156</box>
headline: ΟΡΚΙΣΘΗΣΑΝ ΚΑΙ ΑΛΛΟΙ ΝΕΟΕΚΛΕΓΕΝΤΕΣ ΣΥΜΒΟΥΛΟΙ ΔΙΑΦΟΡΩΝ ΚΟΙΝΟΤΗΤΩΝ ΤΟΥ ΝΟΜΟΥ ΘΕΣΣΑΛΟΝΙΚΗΣ <box>1028 1985 1338 2013</box>
column-1 <box>3 3 343 2001</box>
article-court-clerks <box>348 946 502 1214</box>
article-body <box>3 1541 343 1658</box>
body-paragraph <box>509 1790 671 1860</box>
paragraph-text: τῆς κυβερνήσεως καὶ τῶν ἁρμοδίων ὑπηρεσιῶν ἐπὶ τοῦ προκειμένου ζητήματος, ὡς ἀνεκοινώθη σήμερον, θὰ ληφθοῦν ὅλα τὰ ἀπαραίτητα μέτρα διὰ τὴν ἐφαρμογὴν τῶν ἀποφάσεων καὶ τὴν ὁμαλὴν διεξαγωγὴν τῶν ἐργασιῶν, αἱ ὁποῖαι θὰ ἀρχίσουν ἐντὸς τῶν προσεχῶν ἡμερῶν συμφώνως πρὸς τὸ ἐγκριθὲν πρόγραμμα. <box>509 1113 671 1193</box>
article-funerals <box>348 2382 502 2575</box>
subhead: ΠΡΟΣΟΧΗ ΤΟΥ Κ. ΧΑΡΤΕΡ <box>25 901 148 910</box>
paragraph-text: τῆς κυβερνήσεως καὶ τῶν ἁρμοδίων ὑπηρεσιῶν ἐπὶ τοῦ προκειμένου ζητήματος, ὡς ἀνεκοινώθη σήμερον, θὰ ληφθοῦν ὅλα τὰ ἀπαραίτητα μέτρα διὰ τὴν ἐφαρμογὴν τῶν ἀποφάσεων καὶ τὴν ὁμαλὴν διεξαγωγὴν τῶν ἐργασιῶν, αἱ ὁποῖαι θὰ ἀρχίσουν ἐντὸς τῶν προσεχῶν ἡμερῶν συμφώνως πρὸς τὸ ἐγκριθὲν πρόγραμμα. <box>348 436 502 516</box>
paragraph-text: τῆς κυβερνήσεως καὶ τῶν ἁρμοδίων ὑπηρεσιῶν ἐπὶ τοῦ προκειμένου ζητήματος, ὡς ἀνεκοινώθη σήμερον, θὰ ληφθοῦν ὅλα τὰ ἀπαραίτητα μέτρα διὰ τὴν ἐφαρμογὴν τῶν ἀποφάσεων καὶ τὴν ὁμαλὴν διεξαγωγὴν τῶν ἐργασιῶν, αἱ ὁποῖαι θὰ ἀρχίσουν ἐντὸς τῶν προσεχῶν ἡμερῶν συμφώνως πρὸς τὸ ἐγκριθὲν πρόγραμμα. <box>677 1113 840 1184</box>
subhead: ΕΛΑΝ ΤΟ ΑΠΟΡΡΙΠΤΟΥΝ ΟΙ ΡΩΣΟΙ <box>525 916 654 936</box>
body-paragraph <box>177 860 343 930</box>
paragraph-text: τῆς κυβερνήσεως καὶ τῶν ἁρμοδίων ὑπηρεσιῶν ἐπὶ τοῦ προκειμένου ζητήματος, ὡς ἀνεκοινώθη σήμερον, θὰ ληφθοῦν ὅλα τὰ ἀπαραίτητα μέτρα διὰ τὴν ἐφαρμογὴν τῶν ἀποφάσεων καὶ τὴν ὁμαλὴν διεξαγωγὴν τῶν ἐργασιῶν, αἱ ὁποῖαι θὰ ἀρχίσουν ἐντὸς τῶν προσεχῶν ἡμερῶν συμφώνως πρὸς τὸ ἐγκριθὲν πρόγραμμα. <box>509 306 671 377</box>
greeting-notice <box>350 1560 501 1771</box>
lead-paragraph: ΑΘΗΝΑΙ, 1.— Ὁ ὑπουργὸς γεωργίας κ. Ἀδαμόπουλος, ἀνέφερε ὅτι τὰ μέτρα προστασίας τῆς πατατοπαραγωγῆς θὰ ἐφαρμοσθοῦν αὐστηρῶς... <box>3 415 170 451</box>
article-body <box>3 860 343 1293</box>
body-paragraph <box>177 633 343 704</box>
paragraph-text: τῆς κυβερνήσεως καὶ τῶν ἁρμοδίων ὑπηρεσιῶν ἐπὶ τοῦ προκειμένου ζητήματος, ὡς ἀνεκοινώθη σήμερον, θὰ ληφθοῦν ὅλα τὰ ἀπαραίτητα μέτρα διὰ τὴν ἐφαρμογὴν τῶν ἀποφάσεων καὶ τὴν ὁμαλὴν διεξαγωγὴν τῶν ἐργασιῶν, αἱ ὁποῖαι θὰ ἀρχίσουν ἐντὸς τῶν προσεχῶν ἡμερῶν συμφώνως πρὸς τὸ ἐγκριθὲν πρόγραμμα. <box>177 1221 343 1293</box>
paragraph-text: τῆς κυβερνήσεως καὶ τῶν ἁρμοδίων ὑπηρεσιῶν ἐπὶ τοῦ προκειμένου ζητήματος, ὡς ἀνεκοινώθη σήμερον, θὰ ληφθοῦν ὅλα τὰ ἀπαραίτητα μέτρα διὰ τὴν ἐφαρμογὴν τῶν ἀποφάσεων καὶ τὴν ὁμαλὴν διεξαγωγὴν τῶν ἐργασιῶν, αἱ ὁποῖαι θὰ ἀρχίσουν ἐντὸς τῶν προσεχῶν ἡμερῶν συμφώνως πρὸς τὸ ἐγκριθὲν πρόγραμμα. <box>677 920 840 991</box>
paragraph-text: τῆς κυβερνήσεως καὶ τῶν ἁρμοδίων ὑπηρεσιῶν ἐπὶ τοῦ προκειμένου ζητήματος, ὡς ἀνεκοινώθη σήμερον, θὰ ληφθοῦν ὅλα τὰ ἀπαραίτητα μέτρα διὰ τὴν ἐφαρμογὴν τῶν ἀποφάσεων καὶ τὴν ὁμαλὴν διεξαγωγὴν τῶν ἐργασιῶν, αἱ ὁποῖαι θὰ ἀρχίσουν ἐντὸς τῶν προσεχῶν ἡμερῶν συμφώνως πρὸς τὸ ἐγκριθὲν πρόγραμμα. <box>1187 1750 1355 1830</box>
headline: Ο ΕΟΡΤΑΣΜΟΣ ΤΗΣ ΕΡΓΑΤΙΚΗΣ ΠΡΩΤΟΜΑΓΙΑΣ ΕΙΣ ΤΗΝ ΜΟΣΧΑΝ, ΤΟ ΒΕΡΟΛΙΝΟΝ ΚΑΙ ΠΕΚΙΝΟΝ <box>554 1019 963 1090</box>
paragraph-text: τῆς κυβερνήσεως καὶ τῶν ἁρμοδίων ὑπηρεσιῶν ἐπὶ τοῦ προκειμένου ζητήματος, ὡς ἀνεκοινώθη σήμερον, θὰ ληφθοῦν ὅλα τὰ ἀπαραίτητα μέτρα διὰ τὴν ἐφαρμογὴν τῶν ἀποφάσεων καὶ τὴν ὁμαλὴν διεξαγωγὴν τῶν ἐργασιῶν, αἱ ὁποῖαι θὰ ἀρχίσουν ἐντὸς τῶν προσεχῶν ἡμερῶν συμφώνως πρὸς τὸ ἐγκριθὲν πρόγραμμα. <box>846 785 1008 856</box>
headline: Η ΚΥΒΕΡΝΗΣΙΣ ΑΠΕΙΛΕΙ ΜΕ ΚΥΡΩΣΕΙΣ ΤΟΥΣ ΠΑΡΑΒΑΤΑΣ ΤΩΝ ΜΕΤΡΩΝ ΠΡΟΣΤΑΣΙΑΣ ΤΗΣ ΠΑΤΑΤΟΠΑΡΑΓΩΓΗΣ <box>6 356 340 412</box>
headline: Η ΕΠΕΚΤΑΣΙΣ ΤΟΥ ΠΡΟ-ΠΟ ΑΝΗΣΥΧΕΙ ΣΟΒΑΡΩΣ ΤΟΥΣ ΕΠΑΓΓΕΛΜΑΤΙΑΣ ΤΗΣ ΚΟΡΙΝΘΟΥ <box>350 386 501 435</box>
article-body <box>1187 574 1355 798</box>
paragraph-text: τῆς κυβερνήσεως καὶ τῶν ἁρμοδίων ὑπηρεσιῶν ἐπὶ τοῦ προκειμένου ζητήματος, ὡς ἀνεκοινώθη σήμερον, θὰ ληφθοῦν ὅλα τὰ ἀπαραίτητα μέτρα διὰ τὴν ἐφαρμογὴν τῶν ἀποφάσεων καὶ τὴν ὁμαλὴν διεξαγωγὴν τῶν ἐργασιῶν, αἱ ὁποῖαι θὰ ἀρχίσουν ἐντὸς τῶν προσεχῶν ἡμερῶν συμφώνως πρὸς τὸ ἐγκριθὲν πρόγραμμα. <box>846 458 1008 530</box>
paragraph-text: τῆς κυβερνήσεως καὶ τῶν ἁρμοδίων ὑπηρεσιῶν ἐπὶ τοῦ προκειμένου ζητήματος, ὡς ἀνεκοινώθη σήμερον, θὰ ληφθοῦν ὅλα τὰ ἀπαραίτητα μέτρα διὰ τὴν ἐφαρμογὴν τῶν ἀποφάσεων καὶ τὴν ὁμαλὴν διεξαγωγὴν τῶν ἐργασιῶν, αἱ ὁποῖαι θὰ ἀρχίσουν ἐντὸς τῶν προσεχῶν ἡμερῶν συμφώνως πρὸς τὸ ἐγκριθὲν πρόγραμμα. <box>1012 505 1180 575</box>
dateline: ΜΟΣΧΑ, 1. (Ἀσ. Πρὲς).— <box>356 983 491 992</box>
body-paragraph <box>678 848 840 918</box>
paragraph-text: τῆς κυβερνήσεως καὶ τῶν ἁρμοδίων ὑπηρεσιῶν ἐπὶ τοῦ προκειμένου ζητήματος, ὡς ἀνεκοινώθη σήμερον, θὰ ληφθοῦν ὅλα τὰ ἀπαραίτητα μέτρα διὰ τὴν ἐφαρμογὴν τῶν ἀποφάσεων καὶ τὴν ὁμαλὴν διεξαγωγὴν τῶν ἐργασιῶν, αἱ ὁποῖαι θὰ ἀρχίσουν ἐντὸς τῶν προσεχῶν ἡμερῶν συμφώνως πρὸς τὸ ἐγκριθὲν πρόγραμμα. <box>3 1541 343 1658</box>
article-mickey <box>1012 817 1355 1258</box>
headline: Ο ΦΩΤΙΟΣ ΙΣΧΥΡΙΖΕΤΑΙ ΟΤΙ Ο ΣΤΡΑΤΗΓΟΣ ΓΡΙΒΑΣ ΔΕΝ ΕΓΚΡΙΝΕΙ ΤΑΣ ΕΝΑΝΤΙΟΝ ΤΟΥ ΕΠΙΘΕΣΕΙΣ <box>14 1301 333 1355</box>
paragraph-text: τῆς κυβερνήσεως καὶ τῶν ἁρμοδίων ὑπηρεσιῶν ἐπὶ τοῦ προκειμένου ζητήματος, ὡς ἀνεκοινώθη σήμερον, θὰ ληφθοῦν ὅλα τὰ ἀπαραίτητα μέτρα διὰ τὴν ἐφαρμογὴν τῶν ἀποφάσεων καὶ τὴν ὁμαλὴν διεξαγωγὴν τῶν ἐργασιῶν, αἱ ὁποῖαι θὰ ἀρχίσουν ἐντὸς τῶν προσεχῶν ἡμερῶν συμφώνως πρὸς τὸ ἐγκριθὲν πρόγραμμα. <box>846 930 1008 1002</box>
body-paragraph <box>846 689 1008 760</box>
headline: ΤΟ ΣΤΡΙΠ ΤΗΖ, ΟΙ ΦΟΝΟΙ ΚΑΙ ΤΑ ΝΑΡΚΩΤΙΚΑ ΤΗΣ ΚΑΝΤΥ ΚΑΙ ΤΟΥ ΓΚΑΓΚΣΤΕΡ ΜΙΚΥ ΚΡΑΤΟΥΝ ΕΝ ΣΥΓΚΙΝΗΣΕΙ ΤΟΥΣ ΑΜΕΡΙΚΑΝΟΥΣ <box>1020 817 1346 862</box>
body-paragraph <box>1187 2199 1355 2270</box>
article-body <box>1012 2018 1355 2279</box>
paragraph-text: τῆς κυβερνήσεως καὶ τῶν ἁρμοδίων ὑπηρεσιῶν ἐπὶ τοῦ προκειμένου ζητήματος, ὡς ἀνεκοινώθη σήμερον, θὰ ληφθοῦν ὅλα τὰ ἀπαραίτητα μέτρα διὰ τὴν ἐφαρμογὴν τῶν ἀποφάσεων καὶ τὴν ὁμαλὴν διεξαγωγὴν τῶν ἐργασιῶν, αἱ ὁποῖαι θὰ ἀρχίσουν ἐντὸς τῶν προσεχῶν ἡμερῶν συμφώνως πρὸς τὸ ἐγκριθὲν πρόγραμμα. <box>1012 153 1180 224</box>
paragraph-text: τῆς κυβερνήσεως καὶ τῶν ἁρμοδίων ὑπηρεσιῶν ἐπὶ τοῦ προκειμένου ζητήματος, ὡς ἀνεκοινώθη σήμερον, θὰ ληφθοῦν ὅλα τὰ ἀπαραίτητα μέτρα διὰ τὴν ἐφαρμογὴν τῶν ἀποφάσεων καὶ τὴν ὁμαλὴν διεξαγωγὴν τῶν ἐργασιῶν, αἱ ὁποῖαι θὰ ἀρχίσουν ἐντὸς τῶν προσεχῶν ἡμερῶν συμφώνως πρὸς τὸ ἐγκριθὲν πρόγραμμα. <box>846 544 1008 615</box>
body-paragraph <box>1187 1832 1355 1902</box>
two-column-block <box>1012 866 1355 1254</box>
subhead: ΑΝΑΚΟΙΝΩΣΙΣ ΤΟΥ κ. ΜΟΡΣ <box>20 862 153 872</box>
continuation-marker <box>3 842 343 858</box>
body-paragraph <box>846 617 1008 687</box>
body-paragraph <box>348 1137 502 1208</box>
body-paragraph <box>678 1114 840 1184</box>
continuation-label: ΣΥΝΕΧΕΙΑ ἐκ τῆς 1ης σελίδος <box>71 849 198 857</box>
paragraph-text: τῆς κυβερνήσεως καὶ τῶν ἁρμοδίων ὑπηρεσιῶν ἐπὶ τοῦ προκειμένου ζητήματος, ὡς ἀνεκοινώθη σήμερον, θὰ ληφθοῦν ὅλα τὰ ἀπαραίτητα μέτρα διὰ τὴν ἐφαρμογὴν τῶν ἀποφάσεων καὶ τὴν ὁμαλὴν διεξαγωγὴν τῶν ἐργασιῶν, αἱ ὁποῖαι θὰ ἀρχίσουν ἐντὸς τῶν προσεχῶν ἡμερῶν συμφώνως πρὸς τὸ ἐγκριθὲν πρόγραμμα. <box>177 204 343 275</box>
body-paragraph <box>1187 1639 1355 1709</box>
paragraph-text: τῆς κυβερνήσεως καὶ τῶν ἁρμοδίων ὑπηρεσιῶν ἐπὶ τοῦ προκειμένου ζητήματος, ὡς ἀνεκοινώθη σήμερον, θὰ ληφθοῦν ὅλα τὰ ἀπαραίτητα μέτρα διὰ τὴν ἐφαρμογὴν τῶν ἀποφάσεων καὶ τὴν ὁμαλὴν διεξαγωγὴν τῶν ἐργασιῶν, αἱ ὁποῖαι θὰ ἀρχίσουν ἐντὸς τῶν προσεχῶν ἡμερῶν συμφώνως πρὸς τὸ ἐγκριθὲν πρόγραμμα. <box>177 704 343 776</box>
article-body <box>348 2293 502 2372</box>
paragraph-text: τῆς κυβερνήσεως καὶ τῶν ἁρμοδίων ὑπηρεσιῶν ἐπὶ τοῦ προκειμένου ζητήματος, ὡς ἀνεκοινώθη σήμερον, θὰ ληφθοῦν ὅλα τὰ ἀπαραίτητα μέτρα διὰ τὴν ἐφαρμογὴν τῶν ἀποφάσεων καὶ τὴν ὁμαλὴν διεξαγωγὴν τῶν ἐργασιῶν, αἱ ὁποῖαι θὰ ἀρχίσουν ἐντὸς τῶν προσεχῶν ἡμερῶν συμφώνως πρὸς τὸ ἐγκριθὲν πρόγραμμα. <box>1187 216 1355 288</box>
body-paragraph <box>1012 424 1180 503</box>
body-paragraph <box>1012 154 1180 224</box>
paragraph-text: τῆς κυβερνήσεως καὶ τῶν ἁρμοδίων ὑπηρεσιῶν ἐπὶ τοῦ προκειμένου ζητήματος, ὡς ἀνεκοινώθη σήμερον, θὰ ληφθοῦν ὅλα τὰ ἀπαραίτητα μέτρα διὰ τὴν ἐφαρμογὴν τῶν ἀποφάσεων καὶ τὴν ὁμαλὴν διεξαγωγὴν τῶν ἐργασιῶν, αἱ ὁποῖαι θὰ ἀρχίσουν ἐντὸς τῶν προσεχῶν ἡμερῶν συμφώνως πρὸς τὸ ἐγκριθὲν πρόγραμμα. <box>1012 946 1180 1018</box>
body-paragraph <box>1187 1349 1355 1419</box>
paragraph-text: τῆς κυβερνήσεως καὶ τῶν ἁρμοδίων ὑπηρεσιῶν ἐπὶ τοῦ προκειμένου ζητήματος, ὡς ἀνεκοινώθη σήμερον, θὰ ληφθοῦν ὅλα τὰ ἀπαραίτητα μέτρα διὰ τὴν ἐφαρμογὴν τῶν ἀποφάσεων καὶ τὴν ὁμαλὴν διεξαγωγὴν τῶν ἐργασιῶν, αἱ ὁποῖαι θὰ ἀρχίσουν ἐντὸς τῶν προσεχῶν ἡμερῶν συμφώνως πρὸς τὸ ἐγκριθὲν πρόγραμμα. <box>677 458 840 530</box>
article-body <box>348 436 502 588</box>
body-paragraph <box>3 985 170 1056</box>
dateline: ΒΑΣΙΓΚΤΩΝ, 1. (Ἀσ. Πρὲς).— <box>356 436 491 446</box>
paragraph-text: τῆς κυβερνήσεως καὶ τῶν ἁρμοδίων ὑπηρεσιῶν ἐπὶ τοῦ προκειμένου ζητήματος, ὡς ἀνεκοινώθη σήμερον, θὰ ληφθοῦν ὅλα τὰ ἀπαραίτητα μέτρα διὰ τὴν ἐφαρμογὴν τῶν ἀποφάσεων καὶ τὴν ὁμαλὴν διεξαγωγὴν τῶν ἐργασιῶν, αἱ ὁποῖαι θὰ ἀρχίσουν ἐντὸς τῶν προσεχῶν ἡμερῶν συμφώνως πρὸς τὸ ἐγκριθὲν πρόγραμμα. <box>348 718 502 789</box>
paragraph-text: τῆς κυβερνήσεως καὶ τῶν ἁρμοδίων ὑπηρεσιῶν ἐπὶ τοῦ προκειμένου ζητήματος, ὡς ἀνεκοινώθη σήμερον, θὰ ληφθοῦν ὅλα τὰ ἀπαραίτητα μέτρα διὰ τὴν ἐφαρμογὴν τῶν ἀποφάσεων καὶ τὴν ὁμαλὴν διεξαγωγὴν τῶν ἐργασιῶν, αἱ ὁποῖαι θὰ ἀρχίσουν ἐντὸς τῶν προσεχῶν ἡμερῶν συμφώνως πρὸς τὸ ἐγκριθὲν πρόγραμμα. <box>677 1489 840 1559</box>
body-paragraph <box>509 162 671 233</box>
paragraph-text: τῆς κυβερνήσεως καὶ τῶν ἁρμοδίων ὑπηρεσιῶν ἐπὶ τοῦ προκειμένου ζητήματος, ὡς ἀνεκοινώθη σήμερον, θὰ ληφθοῦν ὅλα τὰ ἀπαραίτητα μέτρα διὰ τὴν ἐφαρμογὴν τῶν ἀποφάσεων καὶ τὴν ὁμαλὴν διεξαγωγὴν τῶν ἐργασιῶν, αἱ ὁποῖαι θὰ ἀρχίσουν ἐντὸς τῶν προσεχῶν ἡμερῶν συμφώνως πρὸς τὸ ἐγκριθὲν πρόγραμμα. <box>3 1058 170 1129</box>
body-paragraph <box>678 1909 840 1979</box>
body-paragraph <box>177 932 343 1002</box>
paragraph-text: τῆς κυβερνήσεως καὶ τῶν ἁρμοδίων ὑπηρεσιῶν ἐπὶ τοῦ προκειμένου ζητήματος, ὡς ἀνεκοινώθη σήμερον, θὰ ληφθοῦν ὅλα τὰ ἀπαραίτητα μέτρα διὰ τὴν ἐφαρμογὴν τῶν ἀποφάσεων καὶ τὴν ὁμαλὴν διεξαγωγὴν τῶν ἐργασιῶν, αἱ ὁποῖαι θὰ ἀρχίσουν ἐντὸς τῶν προσεχῶν ἡμερῶν συμφώνως πρὸς τὸ ἐγκριθὲν πρόγραμμα. <box>348 160 502 231</box>
headline: ΔΙΕΚΟΠΗΣΑΝ ΑΙ ΑΓΓΛΟΡΩΣΣΙΚΑΙ ΣΥΝΟΜΙΛΙΑΙ ΠΡΟΣ ΥΠΟΓΡΑΦΗΝ ΣΥΜΦΩΝΟΥ ΜΗ ΕΠΙΘΕΣΕΩΣ <box>1016 6 1350 36</box>
body-paragraph <box>678 1271 840 1342</box>
paragraph-text: τῆς κυβερνήσεως καὶ τῶν ἁρμοδίων ὑπηρεσιῶν ἐπὶ τοῦ προκειμένου ζητήματος, ὡς ἀνεκοινώθη σήμερον, θὰ ληφθοῦν ὅλα τὰ ἀπαραίτητα μέτρα διὰ τὴν ἐφαρμογὴν τῶν ἀποφάσεων καὶ τὴν ὁμαλὴν διεξαγωγὴν τῶν ἐργασιῶν, αἱ ὁποῖαι θὰ ἀρχίσουν ἐντὸς τῶν προσεχῶν ἡμερῶν συμφώνως πρὸς τὸ ἐγκριθὲν πρόγραμμα. <box>177 415 343 486</box>
paragraph-text: τῆς κυβερνήσεως καὶ τῶν ἁρμοδίων ὑπηρεσιῶν ἐπὶ τοῦ προκειμένου ζητήματος, ὡς ἀνεκοινώθη σήμερον, θὰ ληφθοῦν ὅλα τὰ ἀπαραίτητα μέτρα διὰ τὴν ἐφαρμογὴν τῶν ἀποφάσεων καὶ τὴν ὁμαλὴν διεξαγωγὴν τῶν ἐργασιῶν, αἱ ὁποῖαι θὰ ἀρχίσουν ἐντὸς τῶν προσεχῶν ἡμερῶν συμφώνως πρὸς τὸ ἐγκριθὲν πρόγραμμα. <box>677 1574 840 1646</box>
continuation-label: ΣΥΝΕΧΕΙΑ ἐκ τῆς 1ης σελίδος <box>555 446 682 456</box>
body-paragraph <box>348 2410 502 2498</box>
paragraph-text: τῆς κυβερνήσεως καὶ τῶν ἁρμοδίων ὑπηρεσιῶν ἐπὶ τοῦ προκειμένου ζητήματος, ὡς ἀνεκοινώθη σήμερον, θὰ ληφθοῦν ὅλα τὰ ἀπαραίτητα μέτρα διὰ τὴν ἐφαρμογὴν τῶν ἀποφάσεων καὶ τὴν ὁμαλὴν διεξαγωγὴν τῶν ἐργασιῶν, αἱ ὁποῖαι θὰ ἀρχίσουν ἐντὸς τῶν προσεχῶν ἡμερῶν συμφώνως πρὸς τὸ ἐγκριθὲν πρόγραμμα. <box>846 1258 1008 1329</box>
body-paragraph <box>1012 722 1180 793</box>
body-paragraph <box>1012 2099 1180 2169</box>
headline: Ο ΙΝΟΝΟΥ ΕΤΡΑΥΜΑΤΙΣΘΗ ΕΛΑΦΡΩΣ ΔΙΑ ΛΙΘΟΥ ΡΙΦΘΕΝΤΟΣ ΚΑΤ' ΑΥΤΟΥ ΥΠΟ ΔΙΑΔΗΛΩΤΟΥ <box>350 6 501 53</box>
article-good-friday <box>509 1655 1008 2029</box>
body-paragraph <box>348 863 502 934</box>
dateline: ΒΕΡΟΛΙΝΟΝ, 1. (Ἀσ. Πρὲς).— <box>1195 1557 1343 1567</box>
paragraph-text: τῆς κυβερνήσεως καὶ τῶν ἁρμοδίων ὑπηρεσιῶν ἐπὶ τοῦ προκειμένου ζητήματος, ὡς ἀνεκοινώθη σήμερον, θὰ ληφθοῦν ὅλα τὰ ἀπαραίτητα μέτρα διὰ τὴν ἐφαρμογὴν τῶν ἀποφάσεων καὶ τὴν ὁμαλὴν διεξαγωγὴν τῶν ἐργασιῶν, αἱ ὁποῖαι θὰ ἀρχίσουν ἐντὸς τῶν προσεχῶν ἡμερῶν συμφώνως πρὸς τὸ ἐγκριθὲν πρόγραμμα. <box>348 2418 502 2499</box>
subhead: ΕΚΚΛΗΣΙΣ ΤΟΥ ΧΑΡΡΙΜΑΝ <box>25 888 149 897</box>
paragraph-text: τῆς κυβερνήσεως καὶ τῶν ἁρμοδίων ὑπηρεσιῶν ἐπὶ τοῦ προκειμένου ζητήματος, ὡς ἀνεκοινώθη σήμερον, θὰ ληφθοῦν ὅλα τὰ ἀπαραίτητα μέτρα διὰ τὴν ἐφαρμογὴν τῶν ἀποφάσεων καὶ τὴν ὁμαλὴν διεξαγωγὴν τῶν ἐργασιῶν, αἱ ὁποῖαι θὰ ἀρχίσουν ἐντὸς τῶν προσεχῶν ἡμερῶν συμφώνως πρὸς τὸ ἐγκριθὲν πρόγραμμα. <box>1187 1832 1355 1903</box>
article-hussein <box>348 599 502 940</box>
banner-subhead: ΑΙ ΔΙΑΤΙΘΕΜΕΝΑΙ ΔΙΑ Β. ΕΛΛΑΔΑ ΠΙΣΤΩΣΕΙΣ <box>581 106 936 123</box>
paragraph-text: τῆς κυβερνήσεως καὶ τῶν ἁρμοδίων ὑπηρεσιῶν ἐπὶ τοῦ προκειμένου ζητήματος, ὡς ἀνεκοινώθη σήμερον, θὰ ληφθοῦν ὅλα τὰ ἀπαραίτητα μέτρα διὰ τὴν ἐφαρμογὴν τῶν ἀποφάσεων καὶ τὴν ὁμαλὴν διεξαγωγὴν τῶν ἐργασιῶν, αἱ ὁποῖαι θὰ ἀρχίσουν ἐντὸς τῶν προσεχῶν ἡμερῶν συμφώνως πρὸς τὸ ἐγκριθὲν πρόγραμμα. <box>677 125 1008 377</box>
article-lius-mors <box>3 785 343 1297</box>
article-body <box>509 125 1008 379</box>
paragraph-text: τῆς κυβερνήσεως καὶ τῶν ἁρμοδίων ὑπηρεσιῶν ἐπὶ τοῦ προκειμένου ζητήματος, ὡς ἀνεκοινώθη σήμερον, θὰ ληφθοῦν ὅλα τὰ ἀπαραίτητα μέτρα διὰ τὴν ἐφαρμογὴν τῶν ἀποφάσεων καὶ τὴν ὁμαλὴν διεξαγωγὴν τῶν ἐργασιῶν, αἱ ὁποῖαι θὰ ἀρχίσουν ἐντὸς τῶν προσεχῶν ἡμερῶν συμφώνως πρὸς τὸ ἐγκριθὲν πρόγραμμα. <box>1187 2199 1355 2270</box>
paragraph-text: τῆς κυβερνήσεως καὶ τῶν ἁρμοδίων ὑπηρεσιῶν ἐπὶ τοῦ προκειμένου ζητήματος, ὡς ἀνεκοινώθη σήμερον, θὰ ληφθοῦν ὅλα τὰ ἀπαραίτητα μέτρα διὰ τὴν ἐφαρμογὴν τῶν ἀποφάσεων καὶ τὴν ὁμαλὴν διεξαγωγὴν τῶν ἐργασιῶν, αἱ ὁποῖαι θὰ ἀρχίσουν ἐντὸς τῶν προσεχῶν ἡμερῶν συμφώνως πρὸς τὸ ἐγκριθὲν πρόγραμμα. <box>348 518 502 588</box>
headline: ΚΟΙΝΑ ΑΕΡΟΠΟΡΙΚΑ ΓΥΜΝΑΣΙΑ ΤΩΝ ΧΩΡΩΝ ΣΥΜΦΩΝΟΥ ΒΑΓΔΑΤΗΣ <box>1030 1929 1162 1966</box>
body-paragraph <box>1187 574 1355 654</box>
paragraph-text: τῆς κυβερνήσεως καὶ τῶν ἁρμοδίων ὑπηρεσιῶν ἐπὶ τοῦ προκειμένου ζητήματος, ὡς ἀνεκοινώθη σήμερον, θὰ ληφθοῦν ὅλα τὰ ἀπαραίτητα μέτρα διὰ τὴν ἐφαρμογὴν τῶν ἀποφάσεων καὶ τὴν ὁμαλὴν διεξαγωγὴν τῶν ἐργασιῶν, αἱ ὁποῖαι θὰ ἀρχίσουν ἐντὸς τῶν προσεχῶν ἡμερῶν συμφώνως πρὸς τὸ ἐγκριθὲν πρόγραμμα. <box>348 2187 502 2267</box>
body-paragraph <box>348 1064 502 1135</box>
column-4 <box>1012 3 1355 2279</box>
paragraph-text: τῆς κυβερνήσεως καὶ τῶν ἁρμοδίων ὑπηρεσιῶν ἐπὶ τοῦ προκειμένου ζητήματος, ὡς ἀνεκοινώθη σήμερον, θὰ ληφθοῦν ὅλα τὰ ἀπαραίτητα μέτρα διὰ τὴν ἐφαρμογὴν τῶν ἀποφάσεων καὶ τὴν ὁμαλὴν διεξαγωγὴν τῶν ἐργασιῶν, αἱ ὁποῖαι θὰ ἀρχίσουν ἐντὸς τῶν προσεχῶν ἡμερῶν συμφώνως πρὸς τὸ ἐγκριθὲν πρόγραμμα. <box>509 1497 671 1569</box>
body-paragraph <box>348 1954 502 2034</box>
paragraph-text: τῆς κυβερνήσεως καὶ τῶν ἁρμοδίων ὑπηρεσιῶν ἐπὶ τοῦ προκειμένου ζητήματος, ὡς ἀνεκοινώθη σήμερον, θὰ ληφθοῦν ὅλα τὰ ἀπαραίτητα μέτρα διὰ τὴν ἐφαρμογὴν τῶν ἀποφάσεων καὶ τὴν ὁμαλὴν διεξαγωγὴν τῶν ἐργασιῶν, αἱ ὁποῖαι θὰ ἀρχίσουν ἐντὸς τῶν προσεχῶν ἡμερῶν συμφώνως πρὸς τὸ ἐγκριθὲν πρόγραμμα. <box>177 276 343 347</box>
headline: ΟΙ ΚΑΘΗΓΗΤΑΙ ΤΗΣ ΜΕΣΗΣ ΕΚΠΑΙΔΕΥΣΕΩΣ ΥΠΕΡ ΤΗΣ ΕΙΣΑΓΩΓΗΣ ΑΝΕΥ ΕΞΕΤΑΣΕΩΝ ΤΩΝ ΑΡΙΣΤΟΥΧΩΝ ΕΙΣ ΤΑ ΠΑΝΕΠΙΣΤΗΜΙΑ <box>1014 1510 1352 1554</box>
paragraph-text: τῆς κυβερνήσεως καὶ τῶν ἁρμοδίων ὑπηρεσιῶν ἐπὶ τοῦ προκειμένου ζητήματος, ὡς ἀνεκοινώθη σήμερον, θὰ ληφθοῦν ὅλα τὰ ἀπαραίτητα μέτρα διὰ τὴν ἐφαρμογὴν τῶν ἀποφάσεων καὶ τὴν ὁμαλὴν διεξαγωγὴν τῶν ἐργασιῶν, αἱ ὁποῖαι θὰ ἀρχίσουν ἐντὸς τῶν προσεχῶν ἡμερῶν συμφώνως πρὸς τὸ ἐγκριθὲν πρόγραμμα. <box>3 1541 170 1621</box>
article-french-planes <box>348 1774 502 1911</box>
body-paragraph <box>1012 866 1180 946</box>
paragraph-text: τῆς κυβερνήσεως καὶ τῶν ἁρμοδίων ὑπηρεσιῶν ἐπὶ τοῦ προκειμένου ζητήματος, ὡς ἀνεκοινώθη σήμερον, θὰ ληφθοῦν ὅλα τὰ ἀπαραίτητα μέτρα διὰ τὴν ἐφαρμογὴν τῶν ἀποφάσεων καὶ τὴν ὁμαλὴν διεξαγωγὴν τῶν ἐργασιῶν, αἱ ὁποῖαι θὰ ἀρχίσουν ἐντὸς τῶν προσεχῶν ἡμερῶν συμφώνως πρὸς τὸ ἐγκριθὲν πρόγραμμα. <box>3 696 170 766</box>
continuation-marker <box>509 1094 1008 1112</box>
body-paragraph <box>846 1344 1008 1415</box>
paragraph-text: τῆς κυβερνήσεως καὶ τῶν ἁρμοδίων ὑπηρεσιῶν ἐπὶ τοῦ προκειμένου ζητήματος, ὡς ἀνεκοινώθη σήμερον, θὰ ληφθοῦν ὅλα τὰ ἀπαραίτητα μέτρα διὰ τὴν ἐφαρμογὴν τῶν ἀποφάσεων καὶ τὴν ὁμαλὴν διεξαγωγὴν τῶν ἐργασιῶν, αἱ ὁποῖαι θὰ ἀρχίσουν ἐντὸς τῶν προσεχῶν ἡμερῶν συμφώνως πρὸς τὸ ἐγκριθὲν πρόγραμμα. <box>1012 424 1180 503</box>
body-paragraph <box>1187 217 1355 288</box>
body-paragraph <box>1012 1393 1180 1463</box>
paragraph-text: τῆς κυβερνήσεως καὶ τῶν ἁρμοδίων ὑπηρεσιῶν ἐπὶ τοῦ προκειμένου ζητήματος, ὡς ἀνεκοινώθη σήμερον, θὰ ληφθοῦν ὅλα τὰ ἀπαραίτητα μέτρα διὰ τὴν ἐφαρμογὴν τῶν ἀποφάσεων καὶ τὴν ὁμαλὴν διεξαγωγὴν τῶν ἐργασιῶν, αἱ ὁποῖαι θὰ ἀρχίσουν ἐντὸς τῶν προσεχῶν ἡμερῶν συμφώνως πρὸς τὸ ἐγκριθὲν πρόγραμμα. <box>1012 1311 1180 1391</box>
dateline: ΤΟΚΙΟ, 1. (Ἀσ. Πρὲς).— <box>1195 1750 1293 1759</box>
body-paragraph <box>177 560 343 631</box>
article-body <box>1187 462 1355 532</box>
body-paragraph <box>3 1131 170 1201</box>
body-paragraph <box>3 1203 170 1273</box>
article-air-line <box>348 1219 502 1427</box>
paragraph-text: τῆς κυβερνήσεως καὶ τῶν ἁρμοδίων ὑπηρεσιῶν ἐπὶ τοῦ προκειμένου ζητήματος, ὡς ἀνεκοινώθη σήμερον, θὰ ληφθοῦν ὅλα τὰ ἀπαραίτητα μέτρα διὰ τὴν ἐφαρμογὴν τῶν ἀποφάσεων καὶ τὴν ὁμαλὴν διεξαγωγὴν τῶν ἐργασιῶν, αἱ ὁποῖαι θὰ ἀρχίσουν ἐντὸς τῶν προσεχῶν ἡμερῶν συμφώνως πρὸς τὸ ἐγκριθὲν πρόγραμμα. <box>846 689 1008 760</box>
subhead: ΙΚΑΝΟΠΟΙΗΜΕΝΟΣ Ο ΜΠΡΕΝΤΑΝΟ <box>877 762 978 783</box>
body-paragraph <box>678 1764 840 1834</box>
column-3 <box>509 3 1008 2025</box>
paragraph-text: τῆς κυβερνήσεως καὶ τῶν ἁρμοδίων ὑπηρεσιῶν ἐπὶ τοῦ προκειμένου ζητήματος, ὡς ἀνεκοινώθη σήμερον, θὰ ληφθοῦν ὅλα τὰ ἀπαραίτητα μέτρα διὰ τὴν ἐφαρμογὴν τῶν ἀποφάσεων καὶ τὴν ὁμαλὴν διεξαγωγὴν τῶν ἐργασιῶν, αἱ ὁποῖαι θὰ ἀρχίσουν ἐντὸς τῶν προσεχῶν ἡμερῶν συμφώνως πρὸς τὸ ἐγκριθὲν πρόγραμμα. <box>509 1862 671 1933</box>
paragraph-text: τῆς κυβερνήσεως καὶ τῶν ἁρμοδίων ὑπηρεσιῶν ἐπὶ τοῦ προκειμένου ζητήματος, ὡς ἀνεκοινώθη σήμερον, θὰ ληφθοῦν ὅλα τὰ ἀπαραίτητα μέτρα διὰ τὴν ἐφαρμογὴν τῶν ἀποφάσεων καὶ τὴν ὁμαλὴν διεξαγωγὴν τῶν ἐργασιῶν, αἱ ὁποῖαι θὰ ἀρχίσουν ἐντὸς τῶν προσεχῶν ἡμερῶν συμφώνως πρὸς τὸ ἐγκριθὲν πρόγραμμα. <box>1012 225 1180 296</box>
body-paragraph <box>177 705 343 776</box>
article-body <box>3 416 343 776</box>
body-paragraph <box>348 1350 502 1421</box>
body-paragraph <box>1012 1019 1180 1090</box>
wave-ornament-icon: ∿∿∿∿∿∿∿ <box>3 845 68 858</box>
headline: ΜΥΣΤΙΚΗ ΣΥΝΕΡΓΑΣΙΑ ΧΟΥΣΣΕΙΝ ΚΑΙ ΑΠΑΤΙΑΡ ΕΙΣ ΚΩΝΣΤΑΝΤΙΝΟΥΠΟΛΙΝ <box>1192 535 1349 571</box>
subhead: ΕΙΣ ΤΑΣ ΑΛΛΑΣ ΧΩΡΑΣ <box>874 1331 981 1341</box>
body-paragraph <box>177 1149 343 1220</box>
paragraph-text: τῆς κυβερνήσεως καὶ τῶν ἁρμοδίων ὑπηρεσιῶν ἐπὶ τοῦ προκειμένου ζητήματος, ὡς ἀνεκοινώθη σήμερον, θὰ ληφθοῦν ὅλα τὰ ἀπαραίτητα μέτρα διὰ τὴν ἐφαρμογὴν τῶν ἀποφάσεων καὶ τὴν ὁμαλὴν διεξαγωγὴν τῶν ἐργασιῶν, αἱ ὁποῖαι θὰ ἀρχίσουν ἐντὸς τῶν προσεχῶν ἡμερῶν συμφώνως πρὸς τὸ ἐγκριθὲν πρόγραμμα. <box>509 233 671 305</box>
two-column-block <box>1012 424 1355 807</box>
body-paragraph <box>348 79 502 159</box>
dateline: ΒΟΝΝΗ, 1. (Ἀσ. Πρὲς).— <box>356 637 491 647</box>
subhead: ΕΝΙΑΙΑ Η ΔΙΑΧΕΙΡΙΣΙΣ <box>36 453 137 463</box>
body-paragraph <box>1187 289 1355 360</box>
body-paragraph <box>1187 1751 1355 1831</box>
paragraph-text: τῆς κυβερνήσεως καὶ τῶν ἁρμοδίων ὑπηρεσιῶν ἐπὶ τοῦ προκειμένου ζητήματος, ὡς ἀνεκοινώθη σήμερον, θὰ ληφθοῦν ὅλα τὰ ἀπαραίτητα μέτρα διὰ τὴν ἐφαρμογὴν τῶν ἀποφάσεων καὶ τὴν ὁμαλὴν διεξαγωγὴν τῶν ἐργασιῶν, αἱ ὁποῖαι θὰ ἀρχίσουν ἐντὸς τῶν προσεχῶν ἡμερῶν συμφώνως πρὸς τὸ ἐγκριθὲν πρόγραμμα. <box>177 560 343 631</box>
subhead: ΑΝΕΧΩΡΗΣΕΝ Ο ΧΕΡΤΕΡ <box>701 604 816 615</box>
dateline: ΜΑΝΤΣΕΣΤΕΡ, 1. (Ρώυτερ).— <box>1020 72 1168 81</box>
paragraph-text: τῆς κυβερνήσεως καὶ τῶν ἁρμοδίων ὑπηρεσιῶν ἐπὶ τοῦ προκειμένου ζητήματος, ὡς ἀνεκοινώθη σήμερον, θὰ ληφθοῦν ὅλα τὰ ἀπαραίτητα μέτρα διὰ τὴν ἐφαρμογὴν τῶν ἀποφάσεων καὶ τὴν ὁμαλὴν διεξαγωγὴν τῶν ἐργασιῶν, αἱ ὁποῖαι θὰ ἀρχίσουν ἐντὸς τῶν προσεχῶν ἡμερῶν συμφώνως πρὸς τὸ ἐγκριθὲν πρόγραμμα. <box>677 1764 840 1834</box>
body-paragraph <box>846 306 1008 377</box>
paragraph-text: τῆς κυβερνήσεως καὶ τῶν ἁρμοδίων ὑπηρεσιῶν ἐπὶ τοῦ προκειμένου ζητήματος, ὡς ἀνεκοινώθη σήμερον, θὰ ληφθοῦν ὅλα τὰ ἀπαραίτητα μέτρα διὰ τὴν ἐφαρμογὴν τῶν ἀποφάσεων καὶ τὴν ὁμαλὴν διεξαγωγὴν τῶν ἐργασιῶν, αἱ ὁποῖαι θὰ ἀρχίσουν ἐντὸς τῶν προσεχῶν ἡμερῶν συμφώνως πρὸς τὸ ἐγκριθὲν πρόγραμμα. <box>1187 1904 1355 1975</box>
dateline: ΜΟΣΧΑ, 1. (Ἀσ. Πρὲς).— <box>1020 1557 1120 1567</box>
paragraph-text: τῆς κυβερνήσεως καὶ τῶν ἁρμοδίων ὑπηρεσιῶν ἐπὶ τοῦ προκειμένου ζητήματος, ὡς ἀνεκοινώθη σήμερον, θὰ ληφθοῦν ὅλα τὰ ἀπαραίτητα μέτρα διὰ τὴν ἐφαρμογὴν τῶν ἀποφάσεων καὶ τὴν ὁμαλὴν διεξαγωγὴν τῶν ἐργασιῶν, αἱ ὁποῖαι θὰ ἀρχίσουν ἐντὸς τῶν προσεχῶν ἡμερῶν συμφώνως πρὸς τὸ ἐγκριθὲν πρόγραμμα. <box>677 847 840 918</box>
article-body <box>348 1825 502 1905</box>
dateline: ΜΟΝΑΧΟΝ, 1. (Ἀσ. Πρὲς).— <box>356 2187 491 2197</box>
paragraph-text: τῆς κυβερνήσεως καὶ τῶν ἁρμοδίων ὑπηρεσιῶν ἐπὶ τοῦ προκειμένου ζητήματος, ὡς ἀνεκοινώθη σήμερον, θὰ ληφθοῦν ὅλα τὰ ἀπαραίτητα μέτρα διὰ τὴν ἐφαρμογὴν τῶν ἀποφάσεων καὶ τὴν ὁμαλὴν διεξαγωγὴν τῶν ἐργασιῶν, αἱ ὁποῖαι θὰ ἀρχίσουν ἐντὸς τῶν προσεχῶν ἡμερῶν συμφώνως πρὸς τὸ ἐγκριθὲν πρόγραμμα. <box>1187 2126 1355 2197</box>
paragraph-text: τῆς κυβερνήσεως καὶ τῶν ἁρμοδίων ὑπηρεσιῶν ἐπὶ τοῦ προκειμένου ζητήματος, ὡς ἀνεκοινώθη σήμερον, θὰ ληφθοῦν ὅλα τὰ ἀπαραίτητα μέτρα διὰ τὴν ἐφαρμογὴν τῶν ἀποφάσεων καὶ τὴν ὁμαλὴν διεξαγωγὴν τῶν ἐργασιῶν, αἱ ὁποῖαι θὰ ἀρχίσουν ἐντὸς τῶν προσεχῶν ἡμερῶν συμφώνως πρὸς τὸ ἐγκριθὲν πρόγραμμα. <box>509 698 671 769</box>
body-paragraph <box>1012 298 1180 368</box>
paragraph-text: τῆς κυβερνήσεως καὶ τῶν ἁρμοδίων ὑπηρεσιῶν ἐπὶ τοῦ προκειμένου ζητήματος, ὡς ἀνεκοινώθη σήμερον, θὰ ληφθοῦν ὅλα τὰ ἀπαραίτητα μέτρα διὰ τὴν ἐφαρμογὴν τῶν ἀποφάσεων καὶ τὴν ὁμαλὴν διεξαγωγὴν τῶν ἐργασιῶν, αἱ ὁποῖαι θὰ ἀρχίσουν ἐντὸς τῶν προσεχῶν ἡμερῶν συμφώνως πρὸς τὸ ἐγκριθὲν πρόγραμμα. <box>1187 462 1355 533</box>
body-paragraph <box>1012 226 1180 296</box>
paragraph-text: τῆς κυβερνήσεως καὶ τῶν ἁρμοδίων ὑπηρεσιῶν ἐπὶ τοῦ προκειμένου ζητήματος, ὡς ἀνεκοινώθη σήμερον, θὰ ληφθοῦν ὅλα τὰ ἀπαραίτητα μέτρα διὰ τὴν ἐφαρμογὴν τῶν ἀποφάσεων καὶ τὴν ὁμαλὴν διεξαγωγὴν τῶν ἐργασιῶν, αἱ ὁποῖαι θὰ ἀρχίσουν ἐντὸς τῶν προσεχῶν ἡμερῶν συμφώνως πρὸς τὸ ἐγκριθὲν πρόγραμμα. <box>3 1130 170 1201</box>
headline: ΠΕΡΙΩΡΙΣΜΕΝΑΙ ΑΙ ΕΡΓΑΤΙΚΑΙ ΕΚΔΗΛΩΣΕΙΣ ΛΟΓΩ ΤΗΣ ΜΕΓΑΛΗΣ ΠΑΡΑΣΚΕΥΗΣ ΚΑΤΑ ΤΟΝ ΕΟΡΤΑΣΜΟΝ ΤΗΣ ΠΡΩΤΟΜΑΓΙΑΣ <box>548 1654 969 1705</box>
article-body <box>348 1470 502 1550</box>
article-hammarskjold <box>348 2161 502 2273</box>
paragraph-text: τῆς κυβερνήσεως καὶ τῶν ἁρμοδίων ὑπηρεσιῶν ἐπὶ τοῦ προκειμένου ζητήματος, ὡς ἀνεκοινώθη σήμερον, θὰ ληφθοῦν ὅλα τὰ ἀπαραίτητα μέτρα διὰ τὴν ἐφαρμογὴν τῶν ἀποφάσεων καὶ τὴν ὁμαλὴν διεξαγωγὴν τῶν ἐργασιῶν, αἱ ὁποῖαι θὰ ἀρχίσουν ἐντὸς τῶν προσεχῶν ἡμερῶν συμφώνως πρὸς τὸ ἐγκριθὲν πρόγραμμα. <box>3 623 170 694</box>
paragraph-text: τῆς κυβερνήσεως καὶ τῶν ἁρμοδίων ὑπηρεσιῶν ἐπὶ τοῦ προκειμένου ζητήματος, ὡς ἀνεκοινώθη σήμερον, θὰ ληφθοῦν ὅλα τὰ ἀπαραίτητα μέτρα διὰ τὴν ἐφαρμογὴν τῶν ἀποφάσεων καὶ τὴν ὁμαλὴν διεξαγωγὴν τῶν ἐργασιῶν, αἱ ὁποῖαι θὰ ἀρχίσουν ἐντὸς τῶν προσεχῶν ἡμερῶν συμφώνως πρὸς τὸ ἐγκριθὲν πρόγραμμα. <box>348 1136 502 1208</box>
paragraph-text: τῆς κυβερνήσεως καὶ τῶν ἁρμοδίων ὑπηρεσιῶν ἐπὶ τοῦ προκειμένου ζητήματος, ὡς ἀνεκοινώθη σήμερον, θὰ ληφθοῦν ὅλα τὰ ἀπαραίτητα μέτρα διὰ τὴν ἐφαρμογὴν τῶν ἀποφάσεων καὶ τὴν ὁμαλὴν διεξαγωγὴν τῶν ἐργασιῶν, αἱ ὁποῖαι θὰ ἀρχίσουν ἐντὸς τῶν προσεχῶν ἡμερῶν συμφώνως πρὸς τὸ ἐγκριθὲν πρόγραμμα. <box>509 161 671 233</box>
